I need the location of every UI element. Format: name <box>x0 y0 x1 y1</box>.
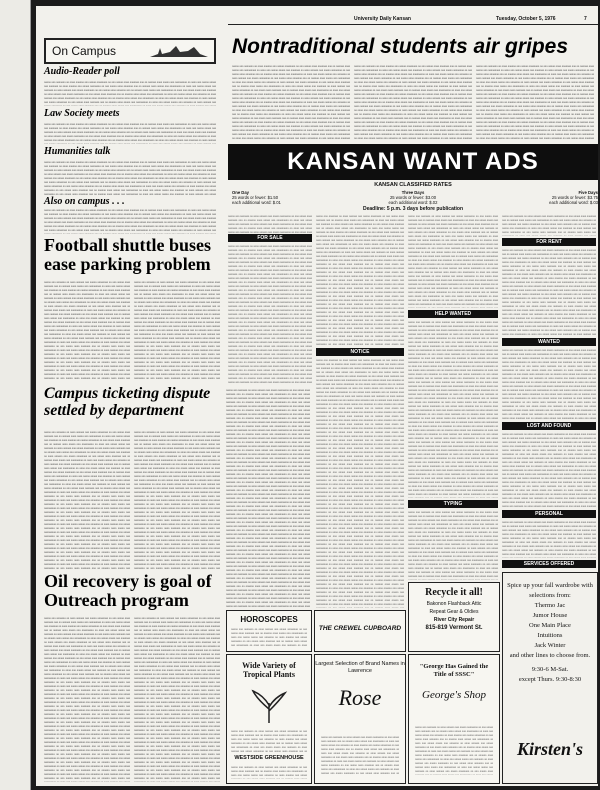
george-logo: George's Shop <box>422 689 486 701</box>
main-story-col1: aaaaa aaa aaaaaaa aa aaaa aaaaaa aaa aaaaa aaaaaaaa aa aaa aaaaa aaaa aaaaaaa aaa aa aaaaaa aaaa aaaaa aaa aaaaaaaaa aa aaaa aaa aaaaa aaaaa aaa aaaaaaa aa aaaa aaaaaa aaa aaaaa aaaaaaaa aa aaa aaaaa aaaa aaaaaaa aaa aa aaaaaa aaaa aaaaa aaa aaaaaaaaa aa aaaa aaa aaaaa aaaaa aaa aaaaaaa aa aaaa aaaaaa aaa aaaaa aaaaaaaa aa aaa aaaaa aaaa aaaaaaa aaa aa aaaaaa aaaa aaaaa aaa aaaaaaaaa aa aaaa aaa aaaaa aaaaa aaa aaaaaaa aa aaaa aaaaaa aaa aaaaa aaaaaaaa aa aaa aaaaa aaaa aaaaaaa aaa aa aaaaaa aaaa aaaaa aaa aaaaaaaaa aa aaaa aaa aaaaa aaaaa aaa aaaaaaa aa aaaa aaaaaa aaa aaaaa aaaaaaaa aa aaa aaaaa aaaa aaaaaaa aaa aa aaaaaa aaaa aaaaa aaa aaaaaaaaa aa aaaa aaa aaaaa aaaaa aaa aaaaaaa aa aaaa aaaaaa aaa aaaaa aaaaaaaa aa aaa aaaaa aaaa aaaaaaa aaa aa aaaaaa aaaa aaaaa aaa aaaaaaaaa aa aaaa aaa aaaaa aaaaa aaa aaaaaaa aa aaaa aaaaaa aaa aaaaa aaaaaaaa aa aaa aaaaa aaaa aaaaaaa aaa aa aaaaaa aaaa aaaaa aaa aaaaaaaaa aa aaaa aaa aaaaa aaaaa aaa aaaaaaa aa aaaa aaaaaa aaa aaaaa aaaaaaaa aa aaa aaaaa aaaa aaaaaaa aaa aa aaaaaa aaaa aaaaa aaa aaaaaaaaa aa aaaa aaa aaaaa aaaaa aaa aaaaaaa aa aaaa aaaaaa aaa aaaaa aaaaaaaa aa aaa aaaaa aaaa aaaaaaa aaa aa aaaaaa aaaa aaaaa aaa aaaaaaaaa aa aaaa aaa aaaaa aaaaa aaa aaaaaaa aa aaaa aaaaaa aaa aaaaa aaaaaaaa aa aaa aaaaa aaaa aaaaaaa aaa aa aaaaaa aaaa aaaaa aaa aaaaaaaaa aa aaaa aaa aaaaa aaaaa aaa aaaaaaa aa aaaa aaaaaa aaa aaaaa aaaaaaaa aa aaa aaaaa aaaa aaaaaaa aaa aa aaaaaa aaaa aaaaa aaa aaaaaaaaa aa aaaa aaa aaaaa aaaaa aaa aaaaaaa aa aaaa aaaaaa aaa aaaaa aaaaaaaa aa aaa aaaaa aaaa aaaaaaa aaa aa aaaaaa aaaa aaaaa aaa aaaaaaaaa aa aaaa aaa aaaaa aaaaa aaa aaaaaaa aa aaaa aaaaaa aaa aaaaa aaaaaaaa aa aaa aaaaa aaaa aaaaaaa aaa aa aaaaaa aaaa aaaaa aaa aaaaaaaaa aa aaaa aaa aaaaa aaaaa aaa aaaaaaa aa aaaa aaaaaa aaa aaaaa aaaaaaaa aa aaa aaaaa aaaa aaaaaaa <box>232 64 350 140</box>
adjacent-page-edge <box>0 0 31 790</box>
rose-tagline: Largest Selection of Brand Names in Lawrence <box>315 661 405 674</box>
page-number: 7 <box>584 16 587 22</box>
story-headline: Campus ticketing dispute settled by department <box>44 385 211 419</box>
kirstens-line: Thermo Jac <box>534 602 566 609</box>
on-campus-masthead <box>44 38 216 64</box>
item-heading-law-society: Law Society meets <box>44 108 120 119</box>
recycle-line: Bakonon Flashback Attic <box>426 601 482 607</box>
ad-fine-print: aaaaa aaa aaaaaaa aa aaaa aaaaaa aaa aaaaa aaaaaaaa aa aaa aaaaa aaaa aaaaaaa aaa aa aaaaaa aaaa aaaaa aaa aaaaaaaaa aa aaaa aaa aaaaa aaaaa aaa aaaaaaa aa aaaa aaaaaa aaa aaaaa aaaaaaaa aa aaa aaaaa aaaa aaaaaaa aaa aa aaaaaa aaaa aaaaa aaa aaaaaaaaa aa aaaa aaa aaaaa aaaaa aaa aaaaaaa aa aaaa aaaaaa aaa aaaaa aaaaaaaa aa aaa aaaaa aaaa aaaaaaa aaa aa aaaaaa aaaa aaaaa aaa aaaaaaaaa aa aaaa aaa aaaaa aaaaa aaa aaaaaaa aa aaaa aaaaaa aaa aaaaa aaaaaaaa aa aaa aaaaa aaaa aaaaaaa aaa aa aaaaaa aaaa aaaaa aaa aaaaaaaaa aa aaaa aaa aaaaa aaaaa aaa aaaaaaa aa aaaa aaaaaa aaa aaaaa aaaaaaaa aa aaa aaaaa aaaa aaaaaaa aaa aa <box>321 735 399 775</box>
plants-title: Wide Variety of Tropical Plants <box>242 661 296 679</box>
main-story-col3: aaaaa aaa aaaaaaa aa aaaa aaaaaa aaa aaaaa aaaaaaaa aa aaa aaaaa aaaa aaaaaaa aaa aa aaaaaa aaaa aaaaa aaa aaaaaaaaa aa aaaa aaa aaaaa aaaaa aaa aaaaaaa aa aaaa aaaaaa aaa aaaaa aaaaaaaa aa aaa aaaaa aaaa aaaaaaa aaa aa aaaaaa aaaa aaaaa aaa aaaaaaaaa aa aaaa aaa aaaaa aaaaa aaa aaaaaaa aa aaaa aaaaaa aaa aaaaa aaaaaaaa aa aaa aaaaa aaaa aaaaaaa aaa aa aaaaaa aaaa aaaaa aaa aaaaaaaaa aa aaaa aaa aaaaa aaaaa aaa aaaaaaa aa aaaa aaaaaa aaa aaaaa aaaaaaaa aa aaa aaaaa aaaa aaaaaaa aaa aa aaaaaa aaaa aaaaa aaa aaaaaaaaa aa aaaa aaa aaaaa aaaaa aaa aaaaaaa aa aaaa aaaaaa aaa aaaaa aaaaaaaa aa aaa aaaaa aaaa aaaaaaa aaa aa aaaaaa aaaa aaaaa aaa aaaaaaaaa aa aaaa aaa aaaaa aaaaa aaa aaaaaaa aa aaaa aaaaaa aaa aaaaa aaaaaaaa aa aaa aaaaa aaaa aaaaaaa aaa aa aaaaaa aaaa aaaaa aaa aaaaaaaaa aa aaaa aaa aaaaa aaaaa aaa aaaaaaa aa aaaa aaaaaa aaa aaaaa aaaaaaaa aa aaa aaaaa aaaa aaaaaaa aaa aa aaaaaa aaaa aaaaa aaa aaaaaaaaa aa aaaa aaa aaaaa aaaaa aaa aaaaaaa aa aaaa aaaaaa aaa aaaaa aaaaaaaa aa aaa aaaaa aaaa aaaaaaa aaa aa aaaaaa aaaa aaaaa aaa aaaaaaaaa aa aaaa aaa aaaaa aaaaa aaa aaaaaaa aa aaaa aaaaaa aaa aaaaa aaaaaaaa aa aaa aaaaa aaaa aaaaaaa aaa aa aaaaaa aaaa aaaaa aaa aaaaaaaaa aa aaaa aaa aaaaa aaaaa aaa aaaaaaa aa aaaa aaaaaa aaa aaaaa aaaaaaaa aa aaa aaaaa aaaa aaaaaaa aaa aa aaaaaa aaaa aaaaa aaa aaaaaaaaa aa aaaa aaa aaaaa aaaaa aaa aaaaaaa aa aaaa aaaaaa aaa aaaaa aaaaaaaa aa aaa aaaaa aaaa aaaaaaa aaa aa aaaaaa aaaa aaaaa aaa aaaaaaaaa aa aaaa aaa aaaaa aaaaa aaa aaaaaaa aa aaaa aaaaaa aaa aaaaa aaaaaaaa aa aaa aaaaa aaaa aaaaaaa aaa aa aaaaaa aaaa aaaaa aaa aaaaaaaaa aa aaaa aaa aaaaa aaaaa aaa aaaaaaa aa aaaa aaaaaa aaa aaaaa aaaaaaaa aa aaa aaaaa aaaa aaaaaaa aaa aa aaaaaa aaaa aaaaa aaa aaaaaaaaa aa aaaa aaa aaaaa aaaaa aaa aaaaaaa aa aaaa aaaaaa aaa aaaaa aaaaaaaa aa aaa aaaaa aaaa aaaaaaa <box>476 64 594 140</box>
classified-listing: aaaaa aaa aaaaaaa aa aaaa aaaaaa aaa aaaaa aaaaaaaa aa aaa aaaaa aaaa aaaaaaa aaa aa aaaaaa aaaa aaaaa aaa aaaaaaaaa aa aaaa aaa aaaaa aaaaa aaa aaaaaaa aa aaaa aaaaaa aaa aaaaa aaaaaaaa aa aaa aaaaa aaaa aaaaaaa aaa aa aaaaaa aaaa aaaaa aaa aaaaaaaaa aa aaaa aaa aaaaa aaaaa aaa aaaaaaa aa aaaa aaaaaa aaa aaaaa aaaaaaaa aa aaa aaaaa aaaa aaaaaaa aaa aa aaaaaa aaaa aaaaa aaa aaaaaaaaa aa aaaa aaa aaaaa aaaaa aaa aaaaaaa aa aaaa aaaaaa aaa aaaaa aaaaaaaa aa aaa aaaaa aaaa aaaaaaa aaa aa aaaaaa aaaa aaaaa aaa aaaaaaaaa aa aaaa aaa aaaaa aaaaa aaa aaaaaaa aa aaaa aaaaaa aaa aaaaa aaaaaaaa aa aaa aaaaa aaaa aaaaaaa aaa aa aaaaaa aaaa aaaaa aaa aaaaaaaaa aa aaaa aaa aaaaa aaaaa aaa aaaaaaa aa aaaa aaaaaa aaa aaaaa aaaaaaaa aa aaa aaaaa aaaa aaaaaaa <box>502 520 596 558</box>
crewel-title: THE CREWEL CUPBOARD <box>318 625 402 632</box>
campus-skyline-icon <box>150 42 208 58</box>
classified-listing: aaaaa aaa aaaaaaa aa aaaa aaaaaa aaa aaaaa aaaaaaaa aa aaa aaaaa aaaa aaaaaaa aaa aa aaaaaa aaaa aaaaa aaa aaaaaaaaa aa aaaa aaa aaaaa aaaaa aaa aaaaaaa aa aaaa aaaaaa aaa aaaaa aaaaaaaa aa aaa aaaaa aaaa aaaaaaa aaa aa aaaaaa aaaa aaaaa aaa aaaaaaaaa aa aaaa aaa aaaaa aaaaa aaa aaaaaaa aa aaaa aaaaaa aaa aaaaa aaaaaaaa aa aaa aaaaa aaaa aaaaaaa aaa aa aaaaaa aaaa aaaaa aaa aaaaaaaaa aa aaaa aaa aaaaa aaaaa aaa aaaaaaa aa aaaa aaaaaa aaa aaaaa aaaaaaaa aa aaa aaaaa aaaa aaaaaaa aaa aa aaaaaa aaaa aaaaa aaa aaaaaaaaa aa aaaa aaa aaaaa aaaaa aaa aaaaaaa aa aaaa aaaaaa aaa aaaaa aaaaaaaa aa aaa aaaaa aaaa aaaaaaa aaa aa aaaaaa aaaa aaaaa aaa aaaaaaaaa aa aaaa aaa aaaaa aaaaa aaa aaaaaaa aa aaaa aaaaaa aaa aaaaa aaaaaaaa aa aaa aaaaa aaaa aaaaaaa aaa aa aaaaaa aaaa aaaaa aaa aaaaaaaaa aa aaaa aaa aaaaa aaaaa aaa aaaaaaa aa aaaa aaaaaa aaa aaaaa aaaaaaaa aa aaa aaaaa aaaa aaaaaaa aaa aa aaaaaa aaaa aaaaa aaa aaaaaaaaa aa aaaa aaa aaaaa aaaaa aaa aaaaaaa aa aaaa aaaaaa aaa aaaaa aaaaaaaa aa aaa aaaaa aaaa aaaaaaa aaa aa aaaaaa aaaa aaaaa aaa aaaaaaaaa aa aaaa aaa aaaaa aaaaa aaa aaaaaaa aa aaaa aaaaaa aaa aaaaa aaaaaaaa aa aaa aaaaa aaaa aaaaaaa aaa aa aaaaaa aaaa aaaaa aaa aaaaaaaaa aa aaaa aaa aaaaa aaaaa aaa aaaaaaa aa aaaa aaaaaa aaa aaaaa aaaaaaaa aa aaa aaaaa aaaa aaaaaaa aaa aa aaaaaa aaaa aaaaa aaa aaaaaaaaa aa aaaa aaa aaaaa aaaaa aaa aaaaaaa aa aaaa aaaaaa aaa aaaaa aaaaaaaa aa aaa aaaaa aaaa aaaaaaa aaa aa aaaaaa aaaa aaaaa aaa aaaaaaaaa aa aaaa aaa aaaaa aaaaa aaa aaaaaaa aa aaaa aaaaaa aaa aaaaa aaaaaaaa aa aaa aaaaa aaaa aaaaaaa aaa aa aaaaaa aaaa aaaaa aaa aaaaaaaaa aa aaaa aaa aaaaa aaaaa aaa aaaaaaa aa aaaa aaaaaa aaa aaaaa aaaaaaaa aa aaa aaaaa aaaa aaaaaaa aaa aa aaaaaa aaaa aaaaa aaa aaaaaaaaa aa aaaa aaa aaaaa aaaaa aaa aaaaaaa aa aaaa aaaaaa aaa aaaaa aaaaaaaa aa aaa aaaaa aaaa aaaaaaa aaa aa aaaaaa aaaa aaaaa aaa aaaaaaaaa aa aaaa aaa aaaaa aaaaa aaa aaaaaaa aa aaaa aaaaaa aaa aaaaa aaaaaaaa aa aaa aaaaa aaaa aaaaaaa aaa aa aaaaaa aaaa aaaaa aaa aaaaaaaaa aa aaaa aaa aaaaa aaaaa aaa aaaaaaa aa aaaa aaaaaa aaa aaaaa aaaaaaaa aa aaa aaaaa aaaa aaaaaaa aaa aa aaaaaa aaaa aaaaa aaa aaaaaaaaa aa aaaa aaa aaaaa aaaaa aaa aaaaaaa aa aaaa aaaaaa aaa aaaaa aaaaaaaa aa aaa aaaaa aaaa aaaaaaa aaa aa aaaaaa aaaa aaaaa aaa <box>316 214 404 346</box>
greenhouse-name: WESTSIDE GREENHOUSE <box>234 755 304 761</box>
ad-fine-print: aaaaa aaa aaaaaaa aa aaaa aaaaaa aaa aaaaa aaaaaaaa aa aaa aaaaa aaaa aaaaaaa aaa aa aaaaaa aaaa aaaaa aaa aaaaaaaaa aa aaaa aaa aaaaa aaaaa aaa aaaaaaa aa aaaa aaaaaa aaa aaaaa aaaaaaaa aa aaa aaaaa aaaa aaaaaaa aaa aa aaaaaa aaaa aaaaa aaa aaaaaaaaa aa aaaa aaa aaaaa aaaaa aaa aaaaaaa aa aaaa aaaaaa aaa aaaaa aaaaaaaa aa aaa aaaaa aaaa aaaaaaa aaa aa aaaaaa aaaa aaaaa aaa aaaaaaaaa aa aaaa aaa aaaaa aaaaa aaa aaaaaaa aa aaaa aaaaaa aaa aaaaa aaaaaaaa aa aaa aaaaa aaaa aaaaaaa aaa aa aaaaaa aaaa aaaaa aaa aaaaaaaaa aa aaaa aaa aaaaa aaaaa aaa aaaaaaa aa aaaa aaaaaa aaa aaaaa aaaaaaaa aa aaa aaaaa aaaa aaaaaaa aaa aa aaaaaa aaaa aaaaa aaa aaaaaaaaa aa aaaa aaa aaaaa aaaaa aaa aaaaaaa aa aaaa aaaaaa aaa aaaaa aaaaaaaa aa aaa aaaaa aaaa aaaaaaa aaa aa aaaaaa aaaa aaaaa aaa aaaaaaaaa aa aaaa aaa aaaaa <box>415 725 493 775</box>
rate-one-day: One Day 25 words or fewer: $1.50 each additional word: $.01 <box>232 190 281 205</box>
kirstens-line: except Thurs. 9:30-8:30 <box>518 676 582 683</box>
item-body-audio-reader: aaaaa aaa aaaaaaa aa aaaa aaaaaa aaa aaaaa aaaaaaaa aa aaa aaaaa aaaa aaaaaaa aaa aa aaaaaa aaaa aaaaa aaa aaaaaaaaa aa aaaa aaa aaaaa aaaaa aaa aaaaaaa aa aaaa aaaaaa aaa aaaaa aaaaaaaa aa aaa aaaaa aaaa aaaaaaa aaa aa aaaaaa aaaa aaaaa aaa aaaaaaaaa aa aaaa aaa aaaaa aaaaa aaa aaaaaaa aa aaaa aaaaaa aaa aaaaa aaaaaaaa aa aaa aaaaa aaaa aaaaaaa aaa aa aaaaaa aaaa aaaaa aaa aaaaaaaaa aa aaaa aaa aaaaa aaaaa aaa aaaaaaa aa aaaa aaaaaa aaa aaaaa aaaaaaaa aa aaa aaaaa aaaa aaaaaaa aaa aa aaaaaa aaaa aaaaa aaa aaaaaaaaa aa aaaa aaa aaaaa aaaaa aaa aaaaaaa aa aaaa aaaaaa aaa aaaaa aaaaaaaa aa aaa aaaaa aaaa aaaaaaa aaa aa aaaaaa aaaa aaaaa aaa aaaaaaaaa aa aaaa aaa aaaaa aaaaa aaa aaaaaaa aa aaaa aaaaaa aaa aaaaa aaaaaaaa aa aaa aaaaa aaaa aaaaaaa aaa aa aaaaaa aaaa aaaaa aaa aaaaaaaaa aa aaaa aaa aaaaa aaaaa aaa aaaaaaa aa aaaa aaaaaa aaa aaaaa aaaaaaaa aa aaa aaaaa aaaa aaaaaaa aaa aa aaaaaa aaaa aaaaa aaa aaaaaaaaa aa aaaa aaa aaaaa aaaaa aaa aaaaaaa aa aaaa aaaaaa aaa aaaaa <box>44 80 216 106</box>
kirstens-line: One Main Place <box>529 622 571 629</box>
section-header-lost-and-found: LOST AND FOUND <box>502 422 596 430</box>
main-story-col2: aaaaa aaa aaaaaaa aa aaaa aaaaaa aaa aaaaa aaaaaaaa aa aaa aaaaa aaaa aaaaaaa aaa aa aaaaaa aaaa aaaaa aaa aaaaaaaaa aa aaaa aaa aaaaa aaaaa aaa aaaaaaa aa aaaa aaaaaa aaa aaaaa aaaaaaaa aa aaa aaaaa aaaa aaaaaaa aaa aa aaaaaa aaaa aaaaa aaa aaaaaaaaa aa aaaa aaa aaaaa aaaaa aaa aaaaaaa aa aaaa aaaaaa aaa aaaaa aaaaaaaa aa aaa aaaaa aaaa aaaaaaa aaa aa aaaaaa aaaa aaaaa aaa aaaaaaaaa aa aaaa aaa aaaaa aaaaa aaa aaaaaaa aa aaaa aaaaaa aaa aaaaa aaaaaaaa aa aaa aaaaa aaaa aaaaaaa aaa aa aaaaaa aaaa aaaaa aaa aaaaaaaaa aa aaaa aaa aaaaa aaaaa aaa aaaaaaa aa aaaa aaaaaa aaa aaaaa aaaaaaaa aa aaa aaaaa aaaa aaaaaaa aaa aa aaaaaa aaaa aaaaa aaa aaaaaaaaa aa aaaa aaa aaaaa aaaaa aaa aaaaaaa aa aaaa aaaaaa aaa aaaaa aaaaaaaa aa aaa aaaaa aaaa aaaaaaa aaa aa aaaaaa aaaa aaaaa aaa aaaaaaaaa aa aaaa aaa aaaaa aaaaa aaa aaaaaaa aa aaaa aaaaaa aaa aaaaa aaaaaaaa aa aaa aaaaa aaaa aaaaaaa aaa aa aaaaaa aaaa aaaaa aaa aaaaaaaaa aa aaaa aaa aaaaa aaaaa aaa aaaaaaa aa aaaa aaaaaa aaa aaaaa aaaaaaaa aa aaa aaaaa aaaa aaaaaaa aaa aa aaaaaa aaaa aaaaa aaa aaaaaaaaa aa aaaa aaa aaaaa aaaaa aaa aaaaaaa aa aaaa aaaaaa aaa aaaaa aaaaaaaa aa aaa aaaaa aaaa aaaaaaa aaa aa aaaaaa aaaa aaaaa aaa aaaaaaaaa aa aaaa aaa aaaaa aaaaa aaa aaaaaaa aa aaaa aaaaaa aaa aaaaa aaaaaaaa aa aaa aaaaa aaaa aaaaaaa aaa aa aaaaaa aaaa aaaaa aaa aaaaaaaaa aa aaaa aaa aaaaa aaaaa aaa aaaaaaa aa aaaa aaaaaa aaa aaaaa aaaaaaaa aa aaa aaaaa aaaa aaaaaaa aaa aa aaaaaa aaaa aaaaa aaa aaaaaaaaa aa aaaa aaa aaaaa aaaaa aaa aaaaaaa aa aaaa aaaaaa aaa aaaaa aaaaaaaa aa aaa aaaaa aaaa aaaaaaa aaa aa aaaaaa aaaa aaaaa aaa aaaaaaaaa aa aaaa aaa aaaaa aaaaa aaa aaaaaaa aa aaaa aaaaaa aaa aaaaa aaaaaaaa aa aaa aaaaa aaaa aaaaaaa aaa aa aaaaaa aaaa aaaaa aaa aaaaaaaaa aa aaaa aaa aaaaa aaaaa aaa aaaaaaa aa aaaa aaaaaa aaa aaaaa aaaaaaaa aa aaa aaaaa aaaa aaaaaaa <box>354 64 472 140</box>
kirstens-line: Spice up your fall wardrobe with selections from: <box>507 582 593 599</box>
want-ads-banner: KANSAN WANT ADS <box>228 144 598 180</box>
story-body-col1: aaaaa aaa aaaaaaa aa aaaa aaaaaa aaa aaaaa aaaaaaaa aa aaa aaaaa aaaa aaaaaaa aaa aa aaaaaa aaaa aaaaa aaa aaaaaaaaa aa aaaa aaa aaaaa aaaaa aaa aaaaaaa aa aaaa aaaaaa aaa aaaaa aaaaaaaa aa aaa aaaaa aaaa aaaaaaa aaa aa aaaaaa aaaa aaaaa aaa aaaaaaaaa aa aaaa aaa aaaaa aaaaa aaa aaaaaaa aa aaaa aaaaaa aaa aaaaa aaaaaaaa aa aaa aaaaa aaaa aaaaaaa aaa aa aaaaaa aaaa aaaaa aaa aaaaaaaaa aa aaaa aaa aaaaa aaaaa aaa aaaaaaa aa aaaa aaaaaa aaa aaaaa aaaaaaaa aa aaa aaaaa aaaa aaaaaaa aaa aa aaaaaa aaaa aaaaa aaa aaaaaaaaa aa aaaa aaa aaaaa aaaaa aaa aaaaaaa aa aaaa aaaaaa aaa aaaaa aaaaaaaa aa aaa aaaaa aaaa aaaaaaa aaa aa aaaaaa aaaa aaaaa aaa aaaaaaaaa aa aaaa aaa aaaaa aaaaa aaa aaaaaaa aa aaaa aaaaaa aaa aaaaa aaaaaaaa aa aaa aaaaa aaaa aaaaaaa aaa aa aaaaaa aaaa aaaaa aaa aaaaaaaaa aa aaaa aaa aaaaa aaaaa aaa aaaaaaa aa aaaa aaaaaa aaa aaaaa aaaaaaaa aa aaa aaaaa aaaa aaaaaaa aaa aa aaaaaa aaaa aaaaa aaa aaaaaaaaa aa aaaa aaa aaaaa aaaaa aaa aaaaaaa aa aaaa aaaaaa aaa aaaaa aaaaaaaa aa aaa aaaaa aaaa aaaaaaa aaa aa aaaaaa aaaa aaaaa aaa aaaaaaaaa aa aaaa aaa aaaaa aaaaa aaa aaaaaaa aa aaaa aaaaaa aaa aaaaa aaaaaaaa aa aaa aaaaa aaaa aaaaaaa aaa aa aaaaaa aaaa aaaaa aaa aaaaaaaaa aa aaaa aaa aaaaa aaaaa aaa aaaaaaa aa aaaa aaaaaa aaa aaaaa aaaaaaaa aa aaa aaaaa aaaa aaaaaaa aaa aa aaaaaa aaaa aaaaa aaa aaaaaaaaa aa aaaa aaa aaaaa aaaaa aaa aaaaaaa aa aaaa aaaaaa aaa aaaaa aaaaaaaa aa aaa aaaaa aaaa aaaaaaa aaa aa aaaaaa aaaa aaaaa aaa aaaaaaaaa aa aaaa aaa aaaaa aaaaa aaa aaaaaaa aa aaaa aaaaaa aaa aaaaa aaaaaaaa aa aaa aaaaa aaaa aaaaaaa aaa aa aaaaaa aaaa aaaaa aaa aaaaaaaaa aa aaaa aaa aaaaa aaaaa aaa aaaaaaa aa aaaa aaaaaa aaa aaaaa aaaaaaaa aa aaa aaaaa aaaa aaaaaaa aaa aa aaaaaa aaaa aaaaa aaa aaaaaaaaa aa aaaa aaa aaaaa aaaaa aaa aaaaaaa aa aaaa aaaaaa aaa aaaaa aaaaaaaa aa aaa aaaaa aaaa aaaaaaa aaa aa aaaaaa aaaa aaaaa aaa aaaaaaaaa aa aaaa aaa aaaaa aaaaa aaa aaaaaaa aa aaaa aaaaaa aaa aaaaa aaaaaaaa aa aaa aaaaa aaaa aaaaaaa aaa aa aaaaaa aaaa aaaaa aaa aaaaaaaaa aa aaaa aaa aaaaa aaaaa aaa aaaaaaa aa aaaa aaaaaa aaa aaaaa aaaaaaaa aa aaa aaaaa aaaa aaaaaaa aaa aa aaaaaa aaaa aaaaa aaa aaaaaaaaa aa aaaa aaa aaaaa aaaaa aaa aaaaaaa aa aaaa aaaaaa aaa aaaaa aaaaaaaa aa aaa aaaaa aaaa aaaaaaa aaa aa aaaaaa aaaa aaaaa aaa aaaaaaaaa aa aaaa aaa aaaaa aaaaa aaa aaaaaaa aa aaaa aaaaaa aaa aaaaa aaaaaaaa aa aaa aaaaa aaaa aaaaaaa aaa aa aaaaaa aaaa aaaaa aaa aaaaaaaaa aa aaaa aaa aaaaa aaaaa aaa aaaaaaa aa aaaa aaaaaa aaa aaaaa aaaaaaaa aa aaa aaaaa aaaa aaaaaaa aaa aa aaaaaa aaaa aaaaa aaa aaaaaaaaa aa aaaa aaa aaaaa aaaaa aaa aaaaaaa aa aaaa aaaaaa aaa aaaaa aaaaaaaa aa aaa aaaaa aaaa aaaaaaa aaa aa aaaaaa aaaa aaaaa aaa aaaaaaaaa aa aaaa aaa aaaaa aaaaa aaa aaaaaaa aa aaaa aaaaaa aaa aaaaa aaaaaaaa aa aaa aaaaa aaaa aaaaaaa aaa aa aaaaaa aaaa aaaaa aaa aaaaaaaaa aa aaaa aaa aaaaa aaaaa aaa aaaaaaa aa aaaa aaaaaa aaa aaaaa <box>44 616 130 782</box>
story-body-col1: aaaaa aaa aaaaaaa aa aaaa aaaaaa aaa aaaaa aaaaaaaa aa aaa aaaaa aaaa aaaaaaa aaa aa aaaaaa aaaa aaaaa aaa aaaaaaaaa aa aaaa aaa aaaaa aaaaa aaa aaaaaaa aa aaaa aaaaaa aaa aaaaa aaaaaaaa aa aaa aaaaa aaaa aaaaaaa aaa aa aaaaaa aaaa aaaaa aaa aaaaaaaaa aa aaaa aaa aaaaa aaaaa aaa aaaaaaa aa aaaa aaaaaa aaa aaaaa aaaaaaaa aa aaa aaaaa aaaa aaaaaaa aaa aa aaaaaa aaaa aaaaa aaa aaaaaaaaa aa aaaa aaa aaaaa aaaaa aaa aaaaaaa aa aaaa aaaaaa aaa aaaaa aaaaaaaa aa aaa aaaaa aaaa aaaaaaa aaa aa aaaaaa aaaa aaaaa aaa aaaaaaaaa aa aaaa aaa aaaaa aaaaa aaa aaaaaaa aa aaaa aaaaaa aaa aaaaa aaaaaaaa aa aaa aaaaa aaaa aaaaaaa aaa aa aaaaaa aaaa aaaaa aaa aaaaaaaaa aa aaaa aaa aaaaa aaaaa aaa aaaaaaa aa aaaa aaaaaa aaa aaaaa aaaaaaaa aa aaa aaaaa aaaa aaaaaaa aaa aa aaaaaa aaaa aaaaa aaa aaaaaaaaa aa aaaa aaa aaaaa aaaaa aaa aaaaaaa aa aaaa aaaaaa aaa aaaaa aaaaaaaa aa aaa aaaaa aaaa aaaaaaa aaa aa aaaaaa aaaa aaaaa aaa aaaaaaaaa aa aaaa aaa aaaaa aaaaa aaa aaaaaaa aa aaaa aaaaaa aaa aaaaa aaaaaaaa aa aaa aaaaa aaaa aaaaaaa aaa aa aaaaaa aaaa aaaaa aaa aaaaaaaaa aa aaaa aaa aaaaa aaaaa aaa aaaaaaa aa aaaa aaaaaa aaa aaaaa aaaaaaaa aa aaa aaaaa aaaa aaaaaaa aaa aa aaaaaa aaaa aaaaa aaa aaaaaaaaa aa aaaa aaa aaaaa aaaaa aaa aaaaaaa aa aaaa aaaaaa aaa aaaaa aaaaaaaa aa aaa aaaaa aaaa aaaaaaa aaa aa aaaaaa aaaa aaaaa aaa aaaaaaaaa aa aaaa aaa aaaaa aaaaa aaa aaaaaaa aa aaaa aaaaaa aaa aaaaa aaaaaaaa aa aaa aaaaa aaaa aaaaaaa aaa aa aaaaaa aaaa aaaaa aaa aaaaaaaaa aa aaaa aaa aaaaa aaaaa aaa aaaaaaa aa aaaa aaaaaa aaa aaaaa aaaaaaaa aa aaa aaaaa aaaa aaaaaaa aaa aa aaaaaa aaaa aaaaa aaa aaaaaaaaa aa aaaa aaa aaaaa aaaaa aaa aaaaaaa aa aaaa aaaaaa aaa aaaaa aaaaaaaa aa aaa aaaaa aaaa aaaaaaa aaa aa aaaaaa aaaa aaaaa aaa <box>44 280 130 380</box>
kirstens-logo: Kirsten's <box>516 739 584 759</box>
classified-listing: aaaaa aaa aaaaaaa aa aaaa aaaaaa aaa aaaaa aaaaaaaa aa aaa aaaaa aaaa aaaaaaa aaa aa aaaaaa aaaa aaaaa aaa aaaaaaaaa aa aaaa aaa aaaaa aaaaa aaa aaaaaaa aa aaaa aaaaaa aaa aaaaa aaaaaaaa aa aaa aaaaa aaaa aaaaaaa aaa aa aaaaaa aaaa aaaaa aaa aaaaaaaaa aa aaaa aaa aaaaa aaaaa aaa aaaaaaa aa aaaa aaaaaa aaa aaaaa aaaaaaaa aa aaa aaaaa aaaa aaaaaaa aaa aa aaaaaa aaaa aaaaa aaa aaaaaaaaa aa aaaa aaa aaaaa aaaaa aaa aaaaaaa aa aaaa aaaaaa aaa aaaaa aaaaaaaa aa aaa aaaaa aaaa aaaaaaa aaa aa aaaaaa aaaa aaaaa aaa aaaaaaaaa aa aaaa aaa aaaaa aaaaa aaa aaaaaaa aa aaaa aaaaaa aaa aaaaa aaaaaaaa aa aaa aaaaa aaaa aaaaaaa aaa aa aaaaaa aaaa aaaaa aaa aaaaaaaaa aa aaaa aaa aaaaa aaaaa aaa aaaaaaa aa aaaa aaaaaa aaa aaaaa aaaaaaaa aa aaa aaaaa aaaa aaaaaaa aaa aa aaaaaa aaaa aaaaa aaa aaaaaaaaa aa aaaa aaa aaaaa aaaaa aaa aaaaaaa aa aaaa aaaaaa aaa aaaaa aaaaaaaa aa aaa aaaaa aaaa aaaaaaa aaa aa aaaaaa aaaa aaaaa aaa aaaaaaaaa aa aaaa aaa aaaaa aaaaa aaa aaaaaaa aa aaaa aaaaaa aaa aaaaa aaaaaaaa aa aaa aaaaa aaaa aaaaaaa aaa aa aaaaaa aaaa aaaaa aaa aaaaaaaaa aa aaaa aaa aaaaa aaaaa aaa aaaaaaa aa aaaa aaaaaa aaa aaaaa aaaaaaaa aa aaa aaaaa aaaa aaaaaaa aaa aa aaaaaa aaaa aaaaa aaa aaaaaaaaa aa aaaa aaa aaaaa aaaaa aaa aaaaaaa aa aaaa aaaaaa aaa aaaaa aaaaaaaa aa aaa aaaaa aaaa aaaaaaa aaa aa aaaaaa aaaa aaaaa aaa aaaaaaaaa aa aaaa aaa aaaaa <box>502 348 596 420</box>
kirstens-line: and other lines to choose from. <box>509 652 591 659</box>
ad-fine-print: aaaaa aaa aaaaaaa aa aaaa aaaaaa aaa aaaaa aaaaaaaa aa aaa aaaaa aaaa aaaaaaa aaa aa aaaaaa aaaa aaaaa aaa aaaaaaaaa aa aaaa aaa aaaaa aaaaa aaa aaaaaaa aa aaaa aaaaaa aaa aaaaa aaaaaaaa aa aaa aaaaa aaaa aaaaaaa aaa aa aaaaaa aaaa aaaaa <box>231 765 307 779</box>
item-heading-humanities: Humanities talk <box>44 146 111 157</box>
kirstens-line: 9:30-6 M-Sat. <box>531 666 569 673</box>
classified-listing: aaaaa aaa aaaaaaa aa aaaa aaaaaa aaa aaaaa aaaaaaaa aa aaa aaaaa aaaa aaaaaaa aaa aa aaaaaa aaaa aaaaa aaa aaaaaaaaa aa aaaa aaa aaaaa aaaaa aaa aaaaaaa aa aaaa aaaaaa aaa aaaaa aaaaaaaa aa aaa aaaaa aaaa aaaaaaa aaa aa aaaaaa aaaa aaaaa aaa aaaaaaaaa aa aaaa aaa aaaaa aaaaa aaa aaaaaaa aa aaaa aaaaaa aaa aaaaa aaaaaaaa aa aaa aaaaa aaaa aaaaaaa aaa aa aaaaaa aaaa aaaaa aaa aaaaaaaaa aa aaaa aaa aaaaa aaaaa aaa aaaaaaa aa aaaa aaaaaa aaa aaaaa aaaaaaaa aa aaa aaaaa aaaa aaaaaaa aaa aa aaaaaa aaaa aaaaa aaa aaaaaaaaa aa aaaa aaa aaaaa aaaaa aaa aaaaaaa aa aaaa aaaaaa aaa aaaaa aaaaaaaa aa aaa aaaaa aaaa aaaaaaa aaa aa aaaaaa aaaa aaaaa aaa aaaaaaaaa aa aaaa aaa aaaaa aaaaa aaa aaaaaaa aa aaaa aaaaaa aaa aaaaa aaaaaaaa aa aaa aaaaa aaaa aaaaaaa aaa aa aaaaaa aaaa aaaaa aaa aaaaaaaaa aa aaaa aaa aaaaa aaaaa aaa aaaaaaa aa aaaa aaaaaa aaa aaaaa aaaaaaaa aa aaa aaaaa aaaa aaaaaaa aaa aa aaaaaa aaaa aaaaa aaa aaaaaaaaa aa aaaa aaa aaaaa aaaaa aaa aaaaaaa aa aaaa aaaaaa aaa aaaaa aaaaaaaa aa aaa aaaaa aaaa aaaaaaa aaa aa aaaaaa aaaa aaaaa aaa aaaaaaaaa aa aaaa aaa aaaaa aaaaa aaa aaaaaaa aa aaaa aaaaaa aaa aaaaa aaaaaaaa aa aaa aaaaa aaaa aaaaaaa aaa aa aaaaaa aaaa aaaaa aaa aaaaaaaaa aa aaaa aaa aaaaa aaaaa aaa aaaaaaa aa aaaa aaaaaa aaa aaaaa aaaaaaaa aa aaa aaaaa aaaa aaaaaaa aaa aa <box>408 510 498 580</box>
georges-shop-ad <box>408 654 500 784</box>
george-headline: "George Has Gained the Title of SSSC" <box>419 663 489 678</box>
item-body-humanities: aaaaa aaa aaaaaaa aa aaaa aaaaaa aaa aaaaa aaaaaaaa aa aaa aaaaa aaaa aaaaaaa aaa aa aaaaaa aaaa aaaaa aaa aaaaaaaaa aa aaaa aaa aaaaa aaaaa aaa aaaaaaa aa aaaa aaaaaa aaa aaaaa aaaaaaaa aa aaa aaaaa aaaa aaaaaaa aaa aa aaaaaa aaaa aaaaa aaa aaaaaaaaa aa aaaa aaa aaaaa aaaaa aaa aaaaaaa aa aaaa aaaaaa aaa aaaaa aaaaaaaa aa aaa aaaaa aaaa aaaaaaa aaa aa aaaaaa aaaa aaaaa aaa aaaaaaaaa aa aaaa aaa aaaaa aaaaa aaa aaaaaaa aa aaaa aaaaaa aaa aaaaa aaaaaaaa aa aaa aaaaa aaaa aaaaaaa aaa aa aaaaaa aaaa aaaaa aaa aaaaaaaaa aa aaaa aaa aaaaa aaaaa aaa aaaaaaa aa aaaa aaaaaa aaa aaaaa aaaaaaaa aa aaa aaaaa aaaa aaaaaaa aaa aa aaaaaa aaaa aaaaa aaa aaaaaaaaa aa aaaa aaa aaaaa aaaaa aaa aaaaaaa aa aaaa aaaaaa aaa aaaaa aaaaaaaa aa aaa aaaaa aaaa aaaaaaa aaa aa aaaaaa aaaa aaaaa aaa aaaaaaaaa aa aaaa aaa aaaaa aaaaa aaa aaaaaaa aa aaaa aaaaaa aaa aaaaa aaaaaaaa aa aaa aaaaa aaaa aaaaaaa aaa aa aaaaaa aaaa aaaaa aaa aaaaaaaaa aa aaaa aaa aaaaa aaaaa aaa aaaaaaa aa aaaa aaaaaa aaa aaaaa aaaaaaaa aa aaa aaaaa aaaa aaaaaaa aaa aa aaaaaa aaaa aaaaa aaa aaaaaaaaa aa aaaa aaa aaaaa aaaaa aaa aaaaaaa aa aaaa aaaaaa aaa aaaaa aaaaaaaa aa aaa aaaaa aaaa aaaaaaa aaa aa aaaaaa aaaa aaaaa aaa aaaaaaaaa aa aaaa aaa aaaaa aaaaa aaa aaaaaaa aa aaaa aaaaaa aaa aaaaa <box>44 160 216 196</box>
main-story-headline: Nontraditional students air gripes <box>232 35 569 58</box>
section-header-notice: NOTICE <box>316 348 404 356</box>
kirstens-line: Jumor House <box>532 612 568 619</box>
ad-fine-print: aaaaa aaa aaaaaaa aa aaaa aaaaaa aaa aaaaa aaaaaaaa aa aaa aaaaa aaaa aaaaaaa aaa aa aaaaaa aaaa aaaaa aaa aaaaaaaaa aa aaaa aaa aaaaa aaaaa aaa aaaaaaa aa aaaa aaaaaa aaa aaaaa aaaaaaaa aa aaa aaaaa aaaa aaaaaaa aaa aa aaaaaa aaaa aaaaa aaa aaaaaaaaa aa aaaa aaa aaaaa aaaaa aaa aaaaaaa aa aaaa aaaaaa aaa aaaaa aaaaaaaa aa aaa aaaaa aaaa aaaaaaa aaa aa <box>231 729 307 753</box>
horoscopes-ad <box>226 610 312 652</box>
story-body-col2: aaaaa aaa aaaaaaa aa aaaa aaaaaa aaa aaaaa aaaaaaaa aa aaa aaaaa aaaa aaaaaaa aaa aa aaaaaa aaaa aaaaa aaa aaaaaaaaa aa aaaa aaa aaaaa aaaaa aaa aaaaaaa aa aaaa aaaaaa aaa aaaaa aaaaaaaa aa aaa aaaaa aaaa aaaaaaa aaa aa aaaaaa aaaa aaaaa aaa aaaaaaaaa aa aaaa aaa aaaaa aaaaa aaa aaaaaaa aa aaaa aaaaaa aaa aaaaa aaaaaaaa aa aaa aaaaa aaaa aaaaaaa aaa aa aaaaaa aaaa aaaaa aaa aaaaaaaaa aa aaaa aaa aaaaa aaaaa aaa aaaaaaa aa aaaa aaaaaa aaa aaaaa aaaaaaaa aa aaa aaaaa aaaa aaaaaaa aaa aa aaaaaa aaaa aaaaa aaa aaaaaaaaa aa aaaa aaa aaaaa aaaaa aaa aaaaaaa aa aaaa aaaaaa aaa aaaaa aaaaaaaa aa aaa aaaaa aaaa aaaaaaa aaa aa aaaaaa aaaa aaaaa aaa aaaaaaaaa aa aaaa aaa aaaaa aaaaa aaa aaaaaaa aa aaaa aaaaaa aaa aaaaa aaaaaaaa aa aaa aaaaa aaaa aaaaaaa aaa aa aaaaaa aaaa aaaaa aaa aaaaaaaaa aa aaaa aaa aaaaa aaaaa aaa aaaaaaa aa aaaa aaaaaa aaa aaaaa aaaaaaaa aa aaa aaaaa aaaa aaaaaaa aaa aa aaaaaa aaaa aaaaa aaa aaaaaaaaa aa aaaa aaa aaaaa aaaaa aaa aaaaaaa aa aaaa aaaaaa aaa aaaaa aaaaaaaa aa aaa aaaaa aaaa aaaaaaa aaa aa aaaaaa aaaa aaaaa aaa aaaaaaaaa aa aaaa aaa aaaaa aaaaa aaa aaaaaaa aa aaaa aaaaaa aaa aaaaa aaaaaaaa aa aaa aaaaa aaaa aaaaaaa aaa aa aaaaaa aaaa aaaaa aaa aaaaaaaaa aa aaaa aaa aaaaa aaaaa aaa aaaaaaa aa aaaa aaaaaa aaa aaaaa aaaaaaaa aa aaa aaaaa aaaa aaaaaaa aaa aa aaaaaa aaaa aaaaa aaa aaaaaaaaa aa aaaa aaa aaaaa aaaaa aaa aaaaaaa aa aaaa aaaaaa aaa aaaaa aaaaaaaa aa aaa aaaaa aaaa aaaaaaa aaa aa aaaaaa aaaa aaaaa aaa aaaaaaaaa aa aaaa aaa aaaaa aaaaa aaa aaaaaaa aa aaaa aaaaaa aaa aaaaa aaaaaaaa aa aaa aaaaa aaaa aaaaaaa aaa aa aaaaaa aaaa aaaaa aaa aaaaaaaaa aa aaaa aaa aaaaa aaaaa aaa aaaaaaa aa aaaa aaaaaa aaa aaaaa aaaaaaaa aa aaa aaaaa aaaa aaaaaaa aaa aa aaaaaa aaaa aaaaa aaa aaaaaaaaa aa aaaa aaa aaaaa aaaaa aaa aaaaaaa aa aaaa aaaaaa aaa aaaaa aaaaaaaa aa aaa aaaaa aaaa aaaaaaa aaa aa aaaaaa aaaa aaaaa aaa aaaaaaaaa aa aaaa aaa aaaaa aaaaa aaa aaaaaaa aa aaaa aaaaaa aaa aaaaa aaaaaaaa aa aaa aaaaa aaaa aaaaaaa aaa aa aaaaaa aaaa aaaaa aaa aaaaaaaaa aa aaaa aaa aaaaa aaaaa aaa aaaaaaa aa aaaa aaaaaa aaa aaaaa aaaaaaaa aa aaa aaaaa aaaa aaaaaaa aaa aa aaaaaa aaaa aaaaa aaa aaaaaaaaa aa aaaa aaa aaaaa aaaaa aaa aaaaaaa aa aaaa aaaaaa aaa aaaaa aaaaaaaa aa aaa aaaaa aaaa aaaaaaa aaa aa aaaaaa aaaa aaaaa aaa aaaaaaaaa aa aaaa aaa aaaaa aaaaa aaa aaaaaaa aa aaaa aaaaaa aaa aaaaa aaaaaaaa aa aaa aaaaa aaaa aaaaaaa aaa aa aaaaaa aaaa aaaaa aaa <box>134 430 220 570</box>
rose-boutique-ad <box>314 654 406 784</box>
section-header-for-rent: FOR RENT <box>502 238 596 246</box>
item-body-also-on-campus: aaaaa aaa aaaaaaa aa aaaa aaaaaa aaa aaaaa aaaaaaaa aa aaa aaaaa aaaa aaaaaaa aaa aa aaaaaa aaaa aaaaa aaa aaaaaaaaa aa aaaa aaa aaaaa aaaaa aaa aaaaaaa aa aaaa aaaaaa aaa aaaaa aaaaaaaa aa aaa aaaaa aaaa aaaaaaa aaa aa aaaaaa aaaa aaaaa aaa aaaaaaaaa aa aaaa aaa aaaaa aaaaa aaa aaaaaaa aa aaaa aaaaaa aaa aaaaa aaaaaaaa aa aaa aaaaa aaaa aaaaaaa aaa aa aaaaaa aaaa aaaaa aaa aaaaaaaaa aa aaaa aaa aaaaa aaaaa aaa aaaaaaa aa aaaa aaaaaa aaa aaaaa aaaaaaaa aa aaa aaaaa aaaa aaaaaaa aaa aa aaaaaa aaaa aaaaa aaa aaaaaaaaa aa aaaa aaa aaaaa aaaaa aaa aaaaaaa aa aaaa aaaaaa aaa aaaaa aaaaaaaa aa aaa aaaaa aaaa aaaaaaa aaa aa aaaaaa aaaa aaaaa aaa aaaaaaaaa aa aaaa aaa aaaaa aaaaa aaa aaaaaaa aa aaaa aaaaaa aaa aaaaa aaaaaaaa aa aaa aaaaa aaaa aaaaaaa aaa aa aaaaaa aaaa aaaaa aaa aaaaaaaaa aa aaaa aaa aaaaa aaaaa aaa aaaaaaa aa aaaa aaaaaa aaa aaaaa aaaaaaaa aa aaa aaaaa aaaa aaaaaaa aaa aa aaaaaa aaaa aaaaa aaa aaaaaaaaa aa aaaa aaa aaaaa aaaaa aaa aaaaaaa aa aaaa aaaaaa aaa aaaaa <box>44 208 216 234</box>
section-header-for-sale: FOR SALE <box>228 234 312 242</box>
on-campus-title: On Campus <box>52 44 117 58</box>
recycle-title: Recycle it all! <box>425 587 483 598</box>
story-headline: Football shuttle buses ease parking problem <box>44 235 212 274</box>
section-header-personal: PERSONAL <box>502 510 596 518</box>
classified-listing: aaaaa aaa aaaaaaa aa aaaa aaaaaa aaa aaaaa aaaaaaaa aa aaa aaaaa aaaa aaaaaaa aaa aa aaaaaa aaaa aaaaa aaa aaaaaaaaa aa aaaa aaa aaaaa aaaaa aaa aaaaaaa aa aaaa aaaaaa aaa aaaaa aaaaaaaa aa aaa aaaaa aaaa aaaaaaa aaa aa aaaaaa aaaa aaaaa aaa aaaaaaaaa aa aaaa aaa aaaaa aaaaa aaa aaaaaaa aa aaaa aaaaaa aaa aaaaa aaaaaaaa aa aaa aaaaa aaaa aaaaaaa aaa aa aaaaaa aaaa aaaaa aaa aaaaaaaaa aa aaaa aaa aaaaa aaaaa aaa aaaaaaa aa aaaa aaaaaa aaa aaaaa aaaaaaaa aa aaa aaaaa aaaa aaaaaaa aaa aa aaaaaa aaaa aaaaa aaa aaaaaaaaa aa aaaa aaa aaaaa aaaaa aaa aaaaaaa aa aaaa aaaaaa aaa aaaaa aaaaaaaa aa aaa aaaaa aaaa aaaaaaa aaa aa aaaaaa aaaa aaaaa aaa aaaaaaaaa aa aaaa aaa aaaaa aaaaa aaa aaaaaaa aa aaaa aaaaaa aaa aaaaa aaaaaaaa aa aaa aaaaa aaaa aaaaaaa aaa aa aaaaaa aaaa aaaaa aaa aaaaaaaaa aa aaaa aaa aaaaa aaaaa aaa aaaaaaa aa aaaa aaaaaa aaa aaaaa aaaaaaaa aa aaa aaaaa aaaa aaaaaaa aaa aa aaaaaa aaaa aaaaa aaa aaaaaaaaa aa aaaa aaa aaaaa aaaaa aaa aaaaaaa aa aaaa aaaaaa aaa aaaaa aaaaaaaa aa aaa aaaaa aaaa aaaaaaa aaa aa aaaaaa aaaa aaaaa aaa aaaaaaaaa aa aaaa aaa aaaaa aaaaa aaa aaaaaaa aa aaaa aaaaaa aaa aaaaa aaaaaaaa aa aaa aaaaa aaaa aaaaaaa aaa aa aaaaaa aaaa aaaaa aaa aaaaaaaaa aa aaaa aaa aaaaa aaaaa aaa aaaaaaa aa aaaa aaaaaa aaa aaaaa aaaaaaaa aa aaa aaaaa aaaa aaaaaaa aaa aa aaaaaa aaaa aaaaa aaa aaaaaaaaa aa aaaa aaa aaaaa aaaaa aaa aaaaaaa aa aaaa aaaaaa aaa aaaaa aaaaaaaa aa aaa aaaaa aaaa aaaaaaa aaa aa aaaaaa aaaa aaaaa aaa aaaaaaaaa aa aaaa aaa aaaaa aaaaa aaa aaaaaaa aa aaaa aaaaaa aaa aaaaa aaaaaaaa aa aaa aaaaa aaaa aaaaaaa aaa aa aaaaaa aaaa aaaaa aaa aaaaaaaaa aa aaaa aaa aaaaa aaaaa aaa aaaaaaa aa aaaa aaaaaa aaa aaaaa aaaaaaaa aa aaa aaaaa aaaa aaaaaaa aaa aa aaaaaa aaaa aaaaa aaa aaaaaaaaa aa aaaa aaa aaaaa aaaaa aaa aaaaaaa aa aaaa aaaaaa aaa aaaaa aaaaaaaa aa aaa aaaaa aaaa aaaaaaa aaa aa aaaaaa aaaa aaaaa aaa aaaaaaaaa aa aaaa aaa aaaaa aaaaa aaa aaaaaaa aa aaaa aaaaaa aaa aaaaa aaaaaaaa aa aaa aaaaa aaaa aaaaaaa aaa aa aaaaaa aaaa aaaaa aaa aaaaaaaaa aa aaaa aaa aaaaa aaaaa aaa aaaaaaa aa aaaa aaaaaa aaa aaaaa aaaaaaaa aa aaa aaaaa aaaa aaaaaaa aaa aa aaaaaa aaaa aaaaa aaa aaaaaaaaa aa aaaa aaa aaaaa aaaaa aaa aaaaaaa aa aaaa aaaaaa aaa aaaaa aaaaaaaa aa aaa aaaaa aaaa aaaaaaa aaa aa aaaaaa aaaa aaaaa aaa aaaaaaaaa aa aaaa aaa aaaaa aaaaa aaa aaaaaaa aa aaaa aaaaaa aaa aaaaa aaaaaaaa aa aaa aaaaa aaaa <box>228 244 312 384</box>
story-body-col2: aaaaa aaa aaaaaaa aa aaaa aaaaaa aaa aaaaa aaaaaaaa aa aaa aaaaa aaaa aaaaaaa aaa aa aaaaaa aaaa aaaaa aaa aaaaaaaaa aa aaaa aaa aaaaa aaaaa aaa aaaaaaa aa aaaa aaaaaa aaa aaaaa aaaaaaaa aa aaa aaaaa aaaa aaaaaaa aaa aa aaaaaa aaaa aaaaa aaa aaaaaaaaa aa aaaa aaa aaaaa aaaaa aaa aaaaaaa aa aaaa aaaaaa aaa aaaaa aaaaaaaa aa aaa aaaaa aaaa aaaaaaa aaa aa aaaaaa aaaa aaaaa aaa aaaaaaaaa aa aaaa aaa aaaaa aaaaa aaa aaaaaaa aa aaaa aaaaaa aaa aaaaa aaaaaaaa aa aaa aaaaa aaaa aaaaaaa aaa aa aaaaaa aaaa aaaaa aaa aaaaaaaaa aa aaaa aaa aaaaa aaaaa aaa aaaaaaa aa aaaa aaaaaa aaa aaaaa aaaaaaaa aa aaa aaaaa aaaa aaaaaaa aaa aa aaaaaa aaaa aaaaa aaa aaaaaaaaa aa aaaa aaa aaaaa aaaaa aaa aaaaaaa aa aaaa aaaaaa aaa aaaaa aaaaaaaa aa aaa aaaaa aaaa aaaaaaa aaa aa aaaaaa aaaa aaaaa aaa aaaaaaaaa aa aaaa aaa aaaaa aaaaa aaa aaaaaaa aa aaaa aaaaaa aaa aaaaa aaaaaaaa aa aaa aaaaa aaaa aaaaaaa aaa aa aaaaaa aaaa aaaaa aaa aaaaaaaaa aa aaaa aaa aaaaa aaaaa aaa aaaaaaa aa aaaa aaaaaa aaa aaaaa aaaaaaaa aa aaa aaaaa aaaa aaaaaaa aaa aa aaaaaa aaaa aaaaa aaa aaaaaaaaa aa aaaa aaa aaaaa aaaaa aaa aaaaaaa aa aaaa aaaaaa aaa aaaaa aaaaaaaa aa aaa aaaaa aaaa aaaaaaa aaa aa aaaaaa aaaa aaaaa aaa aaaaaaaaa aa aaaa aaa aaaaa aaaaa aaa aaaaaaa aa aaaa aaaaaa aaa aaaaa aaaaaaaa aa aaa aaaaa aaaa aaaaaaa aaa aa aaaaaa aaaa aaaaa aaa aaaaaaaaa aa aaaa aaa aaaaa aaaaa aaa aaaaaaa aa aaaa aaaaaa aaa aaaaa aaaaaaaa aa aaa aaaaa aaaa aaaaaaa aaa aa aaaaaa aaaa aaaaa aaa aaaaaaaaa aa aaaa aaa aaaaa aaaaa aaa aaaaaaa aa aaaa aaaaaa aaa aaaaa aaaaaaaa aa aaa aaaaa aaaa aaaaaaa aaa aa aaaaaa aaaa aaaaa aaa aaaaaaaaa aa aaaa aaa aaaaa aaaaa aaa aaaaaaa aa aaaa aaaaaa aaa aaaaa aaaaaaaa aa aaa aaaaa aaaa aaaaaaa aaa aa aaaaaa aaaa aaaaa aaa <box>134 280 220 380</box>
item-body-law-society: aaaaa aaa aaaaaaa aa aaaa aaaaaa aaa aaaaa aaaaaaaa aa aaa aaaaa aaaa aaaaaaa aaa aa aaaaaa aaaa aaaaa aaa aaaaaaaaa aa aaaa aaa aaaaa aaaaa aaa aaaaaaa aa aaaa aaaaaa aaa aaaaa aaaaaaaa aa aaa aaaaa aaaa aaaaaaa aaa aa aaaaaa aaaa aaaaa aaa aaaaaaaaa aa aaaa aaa aaaaa aaaaa aaa aaaaaaa aa aaaa aaaaaa aaa aaaaa aaaaaaaa aa aaa aaaaa aaaa aaaaaaa aaa aa aaaaaa aaaa aaaaa aaa aaaaaaaaa aa aaaa aaa aaaaa aaaaa aaa aaaaaaa aa aaaa aaaaaa aaa aaaaa aaaaaaaa aa aaa aaaaa aaaa aaaaaaa aaa aa aaaaaa aaaa aaaaa aaa aaaaaaaaa aa aaaa aaa aaaaa aaaaa aaa aaaaaaa aa aaaa aaaaaa aaa aaaaa aaaaaaaa aa aaa aaaaa aaaa aaaaaaa aaa aa aaaaaa aaaa aaaaa aaa aaaaaaaaa aa aaaa aaa aaaaa aaaaa aaa aaaaaaa aa aaaa aaaaaa aaa aaaaa aaaaaaaa aa aaa aaaaa aaaa aaaaaaa aaa aa aaaaaa aaaa aaaaa aaa aaaaaaaaa aa aaaa aaa aaaaa aaaaa aaa aaaaaaa aa aaaa aaaaaa aaa <box>44 122 216 144</box>
story-body-col1: aaaaa aaa aaaaaaa aa aaaa aaaaaa aaa aaaaa aaaaaaaa aa aaa aaaaa aaaa aaaaaaa aaa aa aaaaaa aaaa aaaaa aaa aaaaaaaaa aa aaaa aaa aaaaa aaaaa aaa aaaaaaa aa aaaa aaaaaa aaa aaaaa aaaaaaaa aa aaa aaaaa aaaa aaaaaaa aaa aa aaaaaa aaaa aaaaa aaa aaaaaaaaa aa aaaa aaa aaaaa aaaaa aaa aaaaaaa aa aaaa aaaaaa aaa aaaaa aaaaaaaa aa aaa aaaaa aaaa aaaaaaa aaa aa aaaaaa aaaa aaaaa aaa aaaaaaaaa aa aaaa aaa aaaaa aaaaa aaa aaaaaaa aa aaaa aaaaaa aaa aaaaa aaaaaaaa aa aaa aaaaa aaaa aaaaaaa aaa aa aaaaaa aaaa aaaaa aaa aaaaaaaaa aa aaaa aaa aaaaa aaaaa aaa aaaaaaa aa aaaa aaaaaa aaa aaaaa aaaaaaaa aa aaa aaaaa aaaa aaaaaaa aaa aa aaaaaa aaaa aaaaa aaa aaaaaaaaa aa aaaa aaa aaaaa aaaaa aaa aaaaaaa aa aaaa aaaaaa aaa aaaaa aaaaaaaa aa aaa aaaaa aaaa aaaaaaa aaa aa aaaaaa aaaa aaaaa aaa aaaaaaaaa aa aaaa aaa aaaaa aaaaa aaa aaaaaaa aa aaaa aaaaaa aaa aaaaa aaaaaaaa aa aaa aaaaa aaaa aaaaaaa aaa aa aaaaaa aaaa aaaaa aaa aaaaaaaaa aa aaaa aaa aaaaa aaaaa aaa aaaaaaa aa aaaa aaaaaa aaa aaaaa aaaaaaaa aa aaa aaaaa aaaa aaaaaaa aaa aa aaaaaa aaaa aaaaa aaa aaaaaaaaa aa aaaa aaa aaaaa aaaaa aaa aaaaaaa aa aaaa aaaaaa aaa aaaaa aaaaaaaa aa aaa aaaaa aaaa aaaaaaa aaa aa aaaaaa aaaa aaaaa aaa aaaaaaaaa aa aaaa aaa aaaaa aaaaa aaa aaaaaaa aa aaaa aaaaaa aaa aaaaa aaaaaaaa aa aaa aaaaa aaaa aaaaaaa aaa aa aaaaaa aaaa aaaaa aaa aaaaaaaaa aa aaaa aaa aaaaa aaaaa aaa aaaaaaa aa aaaa aaaaaa aaa aaaaa aaaaaaaa aa aaa aaaaa aaaa aaaaaaa aaa aa aaaaaa aaaa aaaaa aaa aaaaaaaaa aa aaaa aaa aaaaa aaaaa aaa aaaaaaa aa aaaa aaaaaa aaa aaaaa aaaaaaaa aa aaa aaaaa aaaa aaaaaaa aaa aa aaaaaa aaaa aaaaa aaa aaaaaaaaa aa aaaa aaa aaaaa aaaaa aaa aaaaaaa aa aaaa aaaaaa aaa aaaaa aaaaaaaa aa aaa aaaaa aaaa aaaaaaa aaa aa aaaaaa aaaa aaaaa aaa aaaaaaaaa aa aaaa aaa aaaaa aaaaa aaa aaaaaaa aa aaaa aaaaaa aaa aaaaa aaaaaaaa aa aaa aaaaa aaaa aaaaaaa aaa aa aaaaaa aaaa aaaaa aaa aaaaaaaaa aa aaaa aaa aaaaa aaaaa aaa aaaaaaa aa aaaa aaaaaa aaa aaaaa aaaaaaaa aa aaa aaaaa aaaa aaaaaaa aaa aa aaaaaa aaaa aaaaa aaa aaaaaaaaa aa aaaa aaa aaaaa aaaaa aaa aaaaaaa aa aaaa aaaaaa aaa aaaaa aaaaaaaa aa aaa aaaaa aaaa aaaaaaa aaa aa aaaaaa aaaa aaaaa aaa aaaaaaaaa aa aaaa aaa aaaaa aaaaa aaa aaaaaaa aa aaaa aaaaaa aaa aaaaa aaaaaaaa aa aaa aaaaa aaaa aaaaaaa aaa aa aaaaaa aaaa aaaaa aaa aaaaaaaaa aa aaaa aaa aaaaa aaaaa aaa aaaaaaa aa aaaa aaaaaa aaa aaaaa aaaaaaaa aa aaa aaaaa aaaa aaaaaaa aaa aa aaaaaa aaaa aaaaa aaa <box>44 430 130 570</box>
item-heading-also-on-campus: Also on campus . . . <box>44 196 125 207</box>
rates-table <box>228 182 598 212</box>
rate-five-days: Five Days 25 words or fewer: $3.75 each additional word: $.03 <box>549 190 598 205</box>
section-header-wanted: WANTED <box>502 338 596 346</box>
header-rule <box>228 24 598 25</box>
kirstens-line: Intuitions <box>537 632 563 639</box>
classified-listing: aaaaa aaa aaaaaaa aa aaaa aaaaaa aaa aaaaa aaaaaaaa aa aaa aaaaa aaaa aaaaaaa aaa aa aaaaaa aaaa aaaaa aaa aaaaaaaaa aa aaaa aaa aaaaa aaaaa aaa aaaaaaa aa aaaa aaaaaa aaa aaaaa aaaaaaaa aa aaa aaaaa aaaa aaaaaaa aaa aa aaaaaa aaaa aaaaa aaa aaaaaaaaa aa aaaa aaa aaaaa aaaaa aaa aaaaaaa aa aaaa aaaaaa aaa aaaaa aaaaaaaa aa aaa aaaaa aaaa aaaaaaa aaa aa aaaaaa aaaa aaaaa aaa aaaaaaaaa aa aaaa aaa aaaaa aaaaa aaa aaaaaaa aa aaaa aaaaaa aaa aaaaa aaaaaaaa aa aaa aaaaa aaaa aaaaaaa aaa aa aaaaaa aaaa aaaaa aaa aaaaaaaaa aa aaaa aaa aaaaa aaaaa aaa aaaaaaa aa aaaa aaaaaa aaa aaaaa aaaaaaaa aa aaa aaaaa aaaa aaaaaaa aaa aa aaaaaa aaaa aaaaa aaa aaaaaaaaa aa aaaa aaa aaaaa aaaaa aaa aaaaaaa aa aaaa aaaaaa aaa aaaaa aaaaaaaa aa aaa aaaaa aaaa aaaaaaa aaa aa aaaaaa aaaa aaaaa aaa aaaaaaaaa aa aaaa aaa aaaaa aaaaa aaa aaaaaaa aa aaaa aaaaaa aaa aaaaa aaaaaaaa aa aaa aaaaa aaaa aaaaaaa aaa aa aaaaaa aaaa aaaaa aaa aaaaaaaaa aa aaaa aaa aaaaa aaaaa aaa aaaaaaa aa aaaa aaaaaa aaa aaaaa aaaaaaaa aa aaa aaaaa aaaa aaaaaaa aaa aa aaaaaa aaaa aaaaa aaa aaaaaaaaa aa aaaa aaa aaaaa aaaaa aaa aaaaaaa aa aaaa aaaaaa aaa aaaaa aaaaaaaa aa aaa aaaaa aaaa aaaaaaa aaa aa aaaaaa aaaa aaaaa aaa aaaaaaaaa aa aaaa aaa aaaaa aaaaa aaa aaaaaaa aa aaaa aaaaaa aaa aaaaa aaaaaaaa aa aaa aaaaa aaaa aaaaaaa aaa aa aaaaaa aaaa aaaaa aaa aaaaaaaaa aa aaaa aaa aaaaa aaaaa aaa aaaaaaa aa aaaa aaaaaa aaa aaaaa aaaaaaaa aa aaa aaaaa aaaa aaaaaaa <box>502 432 596 508</box>
story-body-col2: aaaaa aaa aaaaaaa aa aaaa aaaaaa aaa aaaaa aaaaaaaa aa aaa aaaaa aaaa aaaaaaa aaa aa aaaaaa aaaa aaaaa aaa aaaaaaaaa aa aaaa aaa aaaaa aaaaa aaa aaaaaaa aa aaaa aaaaaa aaa aaaaa aaaaaaaa aa aaa aaaaa aaaa aaaaaaa aaa aa aaaaaa aaaa aaaaa aaa aaaaaaaaa aa aaaa aaa aaaaa aaaaa aaa aaaaaaa aa aaaa aaaaaa aaa aaaaa aaaaaaaa aa aaa aaaaa aaaa aaaaaaa aaa aa aaaaaa aaaa aaaaa aaa aaaaaaaaa aa aaaa aaa aaaaa aaaaa aaa aaaaaaa aa aaaa aaaaaa aaa aaaaa aaaaaaaa aa aaa aaaaa aaaa aaaaaaa aaa aa aaaaaa aaaa aaaaa aaa aaaaaaaaa aa aaaa aaa aaaaa aaaaa aaa aaaaaaa aa aaaa aaaaaa aaa aaaaa aaaaaaaa aa aaa aaaaa aaaa aaaaaaa aaa aa aaaaaa aaaa aaaaa aaa aaaaaaaaa aa aaaa aaa aaaaa aaaaa aaa aaaaaaa aa aaaa aaaaaa aaa aaaaa aaaaaaaa aa aaa aaaaa aaaa aaaaaaa aaa aa aaaaaa aaaa aaaaa aaa aaaaaaaaa aa aaaa aaa aaaaa aaaaa aaa aaaaaaa aa aaaa aaaaaa aaa aaaaa aaaaaaaa aa aaa aaaaa aaaa aaaaaaa aaa aa aaaaaa aaaa aaaaa aaa aaaaaaaaa aa aaaa aaa aaaaa aaaaa aaa aaaaaaa aa aaaa aaaaaa aaa aaaaa aaaaaaaa aa aaa aaaaa aaaa aaaaaaa aaa aa aaaaaa aaaa aaaaa aaa aaaaaaaaa aa aaaa aaa aaaaa aaaaa aaa aaaaaaa aa aaaa aaaaaa aaa aaaaa aaaaaaaa aa aaa aaaaa aaaa aaaaaaa aaa aa aaaaaa aaaa aaaaa aaa aaaaaaaaa aa aaaa aaa aaaaa aaaaa aaa aaaaaaa aa aaaa aaaaaa aaa aaaaa aaaaaaaa aa aaa aaaaa aaaa aaaaaaa aaa aa aaaaaa aaaa aaaaa aaa aaaaaaaaa aa aaaa aaa aaaaa aaaaa aaa aaaaaaa aa aaaa aaaaaa aaa aaaaa aaaaaaaa aa aaa aaaaa aaaa aaaaaaa aaa aa aaaaaa aaaa aaaaa aaa aaaaaaaaa aa aaaa aaa aaaaa aaaaa aaa aaaaaaa aa aaaa aaaaaa aaa aaaaa aaaaaaaa aa aaa aaaaa aaaa aaaaaaa aaa aa aaaaaa aaaa aaaaa aaa aaaaaaaaa aa aaaa aaa aaaaa aaaaa aaa aaaaaaa aa aaaa aaaaaa aaa aaaaa aaaaaaaa aa aaa aaaaa aaaa aaaaaaa aaa aa aaaaaa aaaa aaaaa aaa aaaaaaaaa aa aaaa aaa aaaaa aaaaa aaa aaaaaaa aa aaaa aaaaaa aaa aaaaa aaaaaaaa aa aaa aaaaa aaaa aaaaaaa aaa aa aaaaaa aaaa aaaaa aaa aaaaaaaaa aa aaaa aaa aaaaa aaaaa aaa aaaaaaa aa aaaa aaaaaa aaa aaaaa aaaaaaaa aa aaa aaaaa aaaa aaaaaaa aaa aa aaaaaa aaaa aaaaa aaa aaaaaaaaa aa aaaa aaa aaaaa aaaaa aaa aaaaaaa aa aaaa aaaaaa aaa aaaaa aaaaaaaa aa aaa aaaaa aaaa aaaaaaa aaa aa aaaaaa aaaa aaaaa aaa aaaaaaaaa aa aaaa aaa aaaaa aaaaa aaa aaaaaaa aa aaaa aaaaaa aaa aaaaa aaaaaaaa aa aaa aaaaa aaaa aaaaaaa aaa aa aaaaaa aaaa aaaaa aaa aaaaaaaaa aa aaaa aaa aaaaa aaaaa aaa aaaaaaa aa aaaa aaaaaa aaa aaaaa aaaaaaaa aa aaa aaaaa aaaa aaaaaaa aaa aa aaaaaa aaaa aaaaa aaa aaaaaaaaa aa aaaa aaa aaaaa aaaaa aaa aaaaaaa aa aaaa aaaaaa aaa aaaaa aaaaaaaa aa aaa aaaaa aaaa aaaaaaa aaa aa aaaaaa aaaa aaaaa aaa aaaaaaaaa aa aaaa aaa aaaaa aaaaa aaa aaaaaaa aa aaaa aaaaaa aaa aaaaa aaaaaaaa aa aaa aaaaa aaaa aaaaaaa aaa aa aaaaaa aaaa aaaaa aaa aaaaaaaaa aa aaaa aaa aaaaa aaaaa aaa aaaaaaa aa aaaa aaaaaa aaa aaaaa aaaaaaaa aa aaa aaaaa aaaa aaaaaaa aaa aa aaaaaa aaaa aaaaa aaa aaaaaaaaa aa aaaa aaa aaaaa aaaaa aaa aaaaaaa aa aaaa aaaaaa aaa aaaaa <box>134 616 220 782</box>
paper-name: University Daily Kansan <box>354 16 411 22</box>
classified-listing: aaaaa aaa aaaaaaa aa aaaa aaaaaa aaa aaaaa aaaaaaaa aa aaa aaaaa aaaa aaaaaaa aaa aa aaaaaa aaaa aaaaa aaa aaaaaaaaa aa aaaa aaa aaaaa aaaaa aaa aaaaaaa aa aaaa aaaaaa aaa aaaaa aaaaaaaa aa aaa aaaaa aaaa aaaaaaa aaa aa aaaaaa aaaa aaaaa aaa aaaaaaaaa aa aaaa aaa aaaaa aaaaa aaa aaaaaaa aa aaaa aaaaaa aaa aaaaa aaaaaaaa aa aaa aaaaa aaaa aaaaaaa aaa aa aaaaaa aaaa aaaaa aaa aaaaaaaaa aa aaaa aaa aaaaa aaaaa aaa aaaaaaa aa aaaa aaaaaa aaa aaaaa aaaaaaaa aa aaa aaaaa aaaa aaaaaaa aaa aa aaaaaa aaaa aaaaa aaa aaaaaaaaa aa aaaa aaa aaaaa aaaaa aaa aaaaaaa aa aaaa aaaaaa aaa aaaaa aaaaaaaa aa aaa aaaaa aaaa aaaaaaa aaa aa aaaaaa aaaa aaaaa aaa aaaaaaaaa aa aaaa aaa aaaaa aaaaa aaa aaaaaaa aa aaaa aaaaaa aaa aaaaa aaaaaaaa aa aaa aaaaa aaaa aaaaaaa aaa aa aaaaaa aaaa aaaaa aaa aaaaaaaaa aa aaaa aaa aaaaa aaaaa aaa aaaaaaa aa aaaa aaaaaa aaa aaaaa aaaaaaaa aa aaa aaaaa aaaa aaaaaaa aaa aa aaaaaa aaaa aaaaa aaa aaaaaaaaa aa aaaa aaa aaaaa aaaaa aaa aaaaaaa aa aaaa aaaaaa aaa aaaaa aaaaaaaa aa aaa aaaaa aaaa aaaaaaa aaa aa aaaaaa aaaa aaaaa aaa aaaaaaaaa aa aaaa aaa aaaaa aaaaa aaa aaaaaaa aa aaaa aaaaaa aaa aaaaa aaaaaaaa aa aaa aaaaa aaaa aaaaaaa aaa aa aaaaaa aaaa aaaaa aaa aaaaaaaaa aa aaaa aaa aaaaa aaaaa aaa aaaaaaa aa aaaa aaaaaa aaa aaaaa aaaaaaaa aa aaa aaaaa aaaa aaaaaaa aaa aa aaaaaa aaaa aaaaa aaa aaaaaaaaa aa aaaa aaa aaaaa aaaaa aaa aaaaaaa aa aaaa aaaaaa aaa aaaaa aaaaaaaa aa aaa aaaaa aaaa aaaaaaa aaa aa aaaaaa aaaa aaaaa aaa aaaaaaaaa aa aaaa aaa aaaaa aaaaa aaa aaaaaaa aa aaaa aaaaaa aaa aaaaa aaaaaaaa aa aaa aaaaa aaaa aaaaaaa aaa aa aaaaaa aaaa aaaaa aaa aaaaaaaaa aa aaaa aaa aaaaa aaaaa aaa aaaaaaa aa aaaa aaaaaa aaa aaaaa aaaaaaaa aa aaa aaaaa aaaa aaaaaaa aaa aa aaaaaa aaaa aaaaa aaa <box>408 214 498 308</box>
classified-listing: aaaaa aaa aaaaaaa aa aaaa aaaaaa aaa aaaaa aaaaaaaa aa aaa aaaaa aaaa aaaaaaa aaa aa aaaaaa aaaa aaaaa aaa aaaaaaaaa aa aaaa aaa aaaaa aaaaa aaa aaaaaaa aa aaaa aaaaaa aaa aaaaa aaaaaaaa aa aaa aaaaa aaaa aaaaaaa aaa aa aaaaaa aaaa aaaaa aaa aaaaaaaaa aa aaaa aaa aaaaa aaaaa aaa aaaaaaa aa aaaa aaaaaa aaa aaaaa aaaaaaaa aa aaa aaaaa aaaa aaaaaaa aaa aa aaaaaa aaaa aaaaa aaa aaaaaaaaa aa aaaa aaa aaaaa aaaaa aaa aaaaaaa aa aaaa aaaaaa aaa aaaaa aaaaaaaa aa aaa aaaaa aaaa aaaaaaa aaa aa aaaaaa aaaa aaaaa aaa aaaaaaaaa aa aaaa aaa aaaaa aaaaa aaa aaaaaaa aa aaaa aaaaaa aaa aaaaa aaaaaaaa aa aaa aaaaa aaaa aaaaaaa aaa aa aaaaaa aaaa aaaaa aaa aaaaaaaaa aa aaaa aaa aaaaa aaaaa aaa aaaaaaa aa aaaa aaaaaa aaa aaaaa aaaaaaaa aa aaa aaaaa aaaa aaaaaaa aaa aa aaaaaa aaaa aaaaa aaa aaaaaaaaa aa aaaa aaa aaaaa aaaaa aaa aaaaaaa aa aaaa aaaaaa aaa aaaaa aaaaaaaa aa aaa aaaaa aaaa aaaaaaa aaa aa aaaaaa aaaa aaaaa aaa aaaaaaaaa aa aaaa aaa aaaaa aaaaa aaa aaaaaaa aa aaaa aaaaaa aaa aaaaa aaaaaaaa aa aaa aaaaa aaaa aaaaaaa aaa aa aaaaaa aaaa aaaaa aaa aaaaaaaaa aa aaaa aaa aaaaa aaaaa aaa aaaaaaa aa aaaa aaaaaa aaa aaaaa aaaaaaaa aa aaa aaaaa aaaa aaaaaaa aaa aa aaaaaa aaaa aaaaa aaa aaaaaaaaa aa aaaa aaa aaaaa aaaaa aaa aaaaaaa aa aaaa aaaaaa aaa aaaaa aaaaaaaa aa aaa aaaaa aaaa aaaaaaa aaa aa aaaaaa aaaa aaaaa aaa aaaaaaaaa aa aaaa aaa aaaaa aaaaa aaa aaaaaaa aa aaaa aaaaaa aaa aaaaa aaaaaaaa aa aaa aaaaa aaaa aaaaaaa aaa aa aaaaaa aaaa aaaaa aaa aaaaaaaaa aa aaaa aaa aaaaa aaaaa aaa aaaaaaa aa aaaa aaaaaa aaa aaaaa aaaaaaaa aa aaa aaaaa aaaa aaaaaaa aaa aa aaaaaa aaaa aaaaa aaa aaaaaaaaa aa aaaa aaa aaaaa aaaaa aaa aaaaaaa aa aaaa aaaaaa aaa aaaaa aaaaaaaa aa aaa aaaaa aaaa aaaaaaa aaa aa aaaaaa aaaa aaaaa aaa aaaaaaaaa aa aaaa aaa aaaaa aaaaa aaa aaaaaaa aa aaaa aaaaaa aaa aaaaa aaaaaaaa aa aaa aaaaa aaaa aaaaaaa aaa aa aaaaaa aaaa aaaaa aaa aaaaaaaaa aa aaaa aaa aaaaa aaaaa aaa aaaaaaa aa aaaa aaaaaa aaa aaaaa aaaaaaaa aa aaa aaaaa aaaa aaaaaaa aaa aa aaaaaa aaaa aaaaa aaa aaaaaaaaa aa aaaa aaa aaaaa aaaaa aaa aaaaaaa aa aaaa aaaaaa aaa aaaaa aaaaaaaa aa aaa aaaaa aaaa aaaaaaa aaa aa aaaaaa aaaa aaaaa aaa aaaaaaaaa aa aaaa aaa aaaaa aaaaa aaa aaaaaaa aa aaaa aaaaaa aaa aaaaa aaaaaaaa aa aaa aaaaa aaaa aaaaaaa aaa aa aaaaaa aaaa aaaaa aaa aaaaaaaaa aa aaaa aaa aaaaa aaaaa aaa aaaaaaa aa aaaa aaaaaa aaa aaaaa aaaaaaaa aa aaa aaaaa aaaa aaaaaaa aaa aa aaaaaa aaaa aaaaa aaa aaaaaaaaa aa aaaa aaa aaaaa aaaaa aaa aaaaaaa aa aaaa aaaaaa aaa aaaaa aaaaaaaa aa aaa aaaaa aaaa aaaaaaa aaa aa aaaaaa aaaa aaaaa aaa aaaaaaaaa aa aaaa aaa aaaaa aaaaa aaa aaaaaaa aa aaaa aaaaaa aaa aaaaa aaaaaaaa aa aaa aaaaa aaaa aaaaaaa aaa aa aaaaaa aaaa aaaaa aaa aaaaaaaaa aa aaaa aaa aaaaa aaaaa aaa aaaaaaa aa aaaa aaaaaa aaa aaaaa aaaaaaaa aa aaa aaaaa aaaa aaaaaaa aaa aa aaaaaa aaaa aaaaa aaa aaaaaaaaa aa aaaa aaa aaaaa aaaaa aaa aaaaaaa aa aaaa aaaaaa aaa aaaaa aaaaaaaa aa aaa aaaaa aaaa aaaaaaa aaa aa aaaaaa aaaa aaaaa aaa aaaaaaaaa aa aaaa aaa aaaaa aaaaa aaa aaaaaaa aa aaaa aaaaaa aaa aaaaa aaaaaaaa aa aaa aaaaa aaaa aaaaaaa aaa aa aaaaaa aaaa aaaaa aaa aaaaaaaaa aa aaaa aaa aaaaa aaaaa aaa aaaaaaa aa aaaa aaaaaa aaa aaaaa aaaaaaaa aa aaa aaaaa aaaa aaaaaaa aaa aa aaaaaa aaaa aaaaa aaa aaaaaaaaa aa aaaa aaa aaaaa aaaaa aaa aaaaaaa aa aaaa aaaaaa aaa aaaaa aaaaaaaa aa aaa aaaaa aaaa aaaaaaa aaa aa aaaaaa aaaa aaaaa aaa aaaaaaaaa aa aaaa aaa aaaaa aaaaa aaa aaaaaaa aa aaaa aaaaaa aaa aaaaa aaaaaaaa aa aaa aaaaa aaaa aaaaaaa aaa aa aaaaaa aaaa aaaaa aaa aaaaaaaaa aa aaaa aaa aaaaa aaaaa aaa aaaaaaa aa aaaa aaaaaa aaa aaaaa aaaaaaaa aa aaa aaaaa aaaa aaaaaaa aaa aa aaaaaa aaaa aaaaa aaa aaaaaaaaa aa aaaa aaa aaaaa aaaaa aaa aaaaaaa aa aaaa aaaaaa aaa aaaaa aaaaaaaa aa aaa aaaaa aaaa aaaaaaa aaa aa aaaaaa aaaa aaaaa aaa aaaaaaaaa aa aaaa aaa aaaaa aaaaa aaa aaaaaaa aa aaaa aaaaaa aaa aaaaa aaaaaaaa aa aaa aaaaa aaaa aaaaaaa aaa aa aaaaaa aaaa aaaaa aaa aaaaaaaaa aa aaaa aaa aaaaa aaaaa aaa aaaaaaa aa aaaa aaaaaa aaa aaaaa aaaaaaaa aa aaa aaaaa aaaa aaaaaaa aaa aa aaaaaa aaaa aaaaa aaa aaaaaaaaa aa aaaa aaa aaaaa aaaaa aaa aaaaaaa aa aaaa aaaaaa aaa aaaaa aaaaaaaa aa aaa aaaaa aaaa aaaaaaa aaa aa aaaaaa aaaa aaaaa aaa aaaaaaaaa aa aaaa aaa aaaaa aaaaa aaa aaaaaaa aa aaaa aaaaaa aaa aaaaa aaaaaaaa aa aaa aaaaa aaaa aaaaaaa aaa aa aaaaaa aaaa aaaaa aaa <box>316 358 404 608</box>
recycle-line: River City Repair <box>433 617 475 623</box>
rates-title: KANSAN CLASSIFIED RATES <box>374 182 452 188</box>
section-header-help-wanted: HELP WANTED <box>408 310 498 318</box>
rate-three-days: Three Days 25 words or fewer: $3.00 each additional word: $.02 <box>388 190 438 205</box>
crewel-cupboard-ad <box>314 610 406 652</box>
classified-listing: aaaaa aaa aaaaaaa aa aaaa aaaaaa aaa aaaaa aaaaaaaa aa aaa aaaaa aaaa aaaaaaa aaa aa aaaaaa aaaa aaaaa aaa aaaaaaaaa aa aaaa aaa aaaaa aaaaa aaa aaaaaaa aa aaaa aaaaaa aaa aaaaa aaaaaaaa aa aaa aaaaa aaaa aaaaaaa aaa aa aaaaaa aaaa aaaaa aaa aaaaaaaaa aa aaaa aaa aaaaa aaaaa aaa aaaaaaa aa aaaa aaaaaa aaa aaaaa aaaaaaaa aa aaa aaaaa aaaa aaaaaaa aaa aa aaaaaa aaaa aaaaa aaa aaaaaaaaa aa aaaa aaa aaaaa aaaaa aaa aaaaaaa aa aaaa aaaaaa aaa aaaaa aaaaaaaa aa aaa aaaaa aaaa aaaaaaa aaa aa aaaaaa aaaa aaaaa aaa aaaaaaaaa aa aaaa aaa aaaaa aaaaa aaa aaaaaaa aa aaaa aaaaaa aaa aaaaa aaaaaaaa aa aaa aaaaa aaaa aaaaaaa aaa aa aaaaaa aaaa aaaaa aaa aaaaaaaaa aa aaaa aaa aaaaa aaaaa aaa aaaaaaa aa aaaa aaaaaa aaa aaaaa aaaaaaaa aa aaa aaaaa aaaa aaaaaaa aaa aa aaaaaa aaaa aaaaa aaa aaaaaaaaa aa aaaa aaa aaaaa aaaaa aaa aaaaaaa aa aaaa aaaaaa aaa aaaaa aaaaaaaa aa aaa aaaaa aaaa aaaaaaa aaa aa aaaaaa aaaa aaaaa aaa aaaaaaaaa aa aaaa aaa aaaaa aaaaa aaa aaaaaaa aa aaaa aaaaaa aaa aaaaa aaaaaaaa aa aaa aaaaa aaaa aaaaaaa aaa aa aaaaaa aaaa aaaaa aaa aaaaaaaaa aa aaaa aaa aaaaa aaaaa aaa aaaaaaa aa aaaa aaaaaa aaa aaaaa aaaaaaaa aa aaa aaaaa aaaa aaaaaaa aaa aa aaaaaa aaaa aaaaa aaa aaaaaaaaa aa aaaa aaa aaaaa aaaaa aaa aaaaaaa aa aaaa aaaaaa aaa aaaaa aaaaaaaa aa aaa aaaaa aaaa aaaaaaa aaa aa aaaaaa aaaa aaaaa aaa aaaaaaaaa aa aaaa aaa aaaaa aaaaa aaa aaaaaaa aa aaaa aaaaaa aaa aaaaa aaaaaaaa aa aaa aaaaa aaaa aaaaaaa aaa aa aaaaaa aaaa aaaaa aaa aaaaaaaaa aa aaaa aaa aaaaa aaaaa aaa aaaaaaa aa aaaa aaaaaa aaa aaaaa aaaaaaaa aa aaa aaaaa aaaa aaaaaaa aaa aa aaaaaa aaaa aaaaa aaa aaaaaaaaa aa aaaa aaa aaaaa aaaaa aaa aaaaaaa aa aaaa aaaaaa aaa <box>502 248 596 336</box>
classified-listing: aaaaa aaa aaaaaaa aa aaaa aaaaaa aaa aaaaa aaaaaaaa aa aaa aaaaa aaaa aaaaaaa aaa aa aaaaaa aaaa aaaaa aaa aaaaaaaaa aa aaaa aaa aaaaa aaaaa aaa aaaaaaa aa aaaa aaaaaa aaa aaaaa aaaaaaaa aa aaa aaaaa aaaa aaaaaaa aaa aa aaaaaa aaaa aaaaa aaa aaaaaaaaa aa aaaa aaa aaaaa aaaaa aaa aaaaaaa aa aaaa aaaaaa aaa aaaaa aaaaaaaa aa aaa aaaaa aaaa aaaaaaa aaa aa aaaaaa aaaa aaaaa aaa aaaaaaaaa aa aaaa aaa aaaaa aaaaa aaa aaaaaaa aa aaaa aaaaaa aaa aaaaa aaaaaaaa aa aaa aaaaa aaaa aaaaaaa aaa aa aaaaaa aaaa aaaaa aaa aaaaaaaaa aa aaaa aaa aaaaa aaaaa aaa aaaaaaa aa aaaa aaaaaa aaa aaaaa aaaaaaaa aa aaa aaaaa aaaa aaaaaaa aaa aa aaaaaa aaaa aaaaa aaa aaaaaaaaa aa aaaa aaa aaaaa aaaaa aaa aaaaaaa aa aaaa aaaaaa aaa aaaaa aaaaaaaa aa aaa aaaaa aaaa aaaaaaa aaa aa aaaaaa aaaa aaaaa aaa aaaaaaaaa aa aaaa aaa aaaaa aaaaa aaa aaaaaaa aa aaaa aaaaaa aaa aaaaa aaaaaaaa aa aaa aaaaa aaaa aaaaaaa aaa aa aaaaaa aaaa aaaaa aaa aaaaaaaaa aa aaaa aaa aaaaa aaaaa aaa aaaaaaa aa aaaa aaaaaa aaa aaaaa aaaaaaaa aa aaa aaaaa aaaa aaaaaaa aaa aa aaaaaa aaaa aaaaa aaa aaaaaaaaa aa aaaa aaa aaaaa aaaaa aaa aaaaaaa aa aaaa aaaaaa aaa aaaaa aaaaaaaa aa aaa aaaaa aaaa aaaaaaa aaa aa aaaaaa aaaa aaaaa aaa aaaaaaaaa aa aaaa aaa aaaaa aaaaa aaa aaaaaaa aa aaaa aaaaaa aaa aaaaa aaaaaaaa aa aaa aaaaa aaaa aaaaaaa aaa aa aaaaaa aaaa aaaaa aaa aaaaaaaaa aa aaaa aaa aaaaa aaaaa aaa aaaaaaa aa aaaa aaaaaa aaa aaaaa aaaaaaaa aa aaa aaaaa aaaa aaaaaaa aaa aa aaaaaa aaaa aaaaa aaa aaaaaaaaa aa aaaa aaa aaaaa aaaaa aaa aaaaaaa aa aaaa aaaaaa aaa aaaaa aaaaaaaa aa aaa aaaaa aaaa aaaaaaa aaa aa aaaaaa aaaa aaaaa aaa aaaaaaaaa aa aaaa aaa aaaaa aaaaa aaa aaaaaaa aa aaaa aaaaaa aaa aaaaa aaaaaaaa aa aaa aaaaa aaaa aaaaaaa aaa aa aaaaaa aaaa aaaaa aaa aaaaaaaaa aa aaaa aaa aaaaa aaaaa aaa aaaaaaa aa aaaa aaaaaa aaa aaaaa aaaaaaaa aa aaa aaaaa aaaa aaaaaaa aaa aa aaaaaa aaaa aaaaa aaa aaaaaaaaa aa aaaa aaa aaaaa aaaaa aaa aaaaaaa aa aaaa aaaaaa aaa aaaaa aaaaaaaa aa aaa aaaaa aaaa aaaaaaa aaa aa aaaaaa aaaa aaaaa aaa aaaaaaaaa aa aaaa aaa aaaaa aaaaa aaa aaaaaaa aa aaaa aaaaaa aaa aaaaa aaaaaaaa aa aaa aaaaa aaaa aaaaaaa aaa aa aaaaaa aaaa aaaaa aaa aaaaaaaaa aa aaaa aaa aaaaa aaaaa aaa aaaaaaa aa aaaa aaaaaa aaa aaaaa aaaaaaaa aa aaa aaaaa aaaa aaaaaaa aaa aa aaaaaa aaaa aaaaa aaa aaaaaaaaa aa aaaa aaa aaaaa aaaaa aaa aaaaaaa aa aaaa aaaaaa aaa aaaaa aaaaaaaa aa aaa aaaaa aaaa aaaaaaa aaa aa aaaaaa aaaa aaaaa aaa aaaaaaaaa aa aaaa aaa aaaaa aaaaa aaa aaaaaaa aa aaaa aaaaaa aaa aaaaa aaaaaaaa aa aaa aaaaa aaaa aaaaaaa aaa aa aaaaaa aaaa aaaaa aaa aaaaaaaaa aa aaaa aaa aaaaa aaaaa aaa aaaaaaa aa aaaa aaaaaa aaa aaaaa aaaaaaaa aa aaa aaaaa aaaa aaaaaaa aaa aa aaaaaa aaaa aaaaa aaa aaaaaaaaa aa aaaa aaa aaaaa aaaaa aaa aaaaaaa aa aaaa aaaaaa aaa aaaaa aaaaaaaa aa aaa aaaaa aaaa aaaaaaa aaa aa aaaaaa aaaa aaaaa aaa aaaaaaaaa aa aaaa aaa aaaaa aaaaa aaa aaaaaaa aa aaaa aaaaaa aaa aaaaa aaaaaaaa aa aaa aaaaa aaaa aaaaaaa aaa aa aaaaaa aaaa aaaaa aaa aaaaaaaaa aa aaaa aaa aaaaa aaaaa aaa aaaaaaa aa aaaa aaaaaa aaa aaaaa aaaaaaaa aa aaa aaaaa aaaa aaaaaaa aaa aa aaaaaa aaaa aaaaa aaa aaaaaaaaa aa aaaa aaa aaaaa aaaaa aaa aaaaaaa aa aaaa aaaaaa aaa aaaaa aaaaaaaa aa aaa aaaaa aaaa aaaaaaa aaa aa aaaaaa aaaa aaaaa aaa aaaaaaaaa aa aaaa aaa aaaaa <box>408 320 498 498</box>
rose-logo: Rose <box>338 685 382 710</box>
newspaper-page <box>36 6 598 786</box>
section-header-typing: TYPING <box>408 500 498 508</box>
issue-date: Tuesday, October 5, 1976 <box>496 16 556 22</box>
rates-deadline: Deadline: 5 p.m. 3 days before publication <box>362 206 464 212</box>
ad-fine-print: aaaaa aaa aaaaaaa aa aaaa aaaaaa aaa aaaaa aaaaaaaa aa aaa aaaaa aaaa aaaaaaa aaa aa aaaaaa aaaa aaaaa aaa aaaaaaaaa aa aaaa aaa aaaaa aaaaa aaa aaaaaaa aa aaaa aaaaaa aaa aaaaa aaaaaaaa aa aaa aaaaa aaaa aaaaaaa aaa aa aaaaaa aaaa aaaaa aaa aaaaaaaaa aa aaaa aaa aaaaa aaaaa aaa aaaaaaa aa aaaa <box>231 627 307 647</box>
item-heading-audio-reader: Audio-Reader poll <box>44 66 120 77</box>
section-header-services-offered: SERVICES OFFERED <box>502 560 596 568</box>
classified-listing: aaaaa aaa aaaaaaa aa aaaa aaaaaa aaa aaaaa aaaaaaaa aa aaa aaaaa aaaa aaaaaaa aaa aa aaaaaa aaaa aaaaa aaa aaaaaaaaa aa aaaa aaa aaaaa aaaaa aaa aaaaaaa aa aaaa aaaaaa aaa aaaaa aaaaaaaa aa aaa aaaaa aaaa aaaaaaa aaa aa aaaaaa aaaa aaaaa aaa aaaaaaaaa aa aaaa aaa aaaaa aaaaa aaa aaaaaaa aa aaaa aaaaaa aaa aaaaa aaaaaaaa aa aaa aaaaa aaaa <box>228 214 312 234</box>
kirstens-ad <box>502 572 598 784</box>
recycle-ad <box>408 582 500 652</box>
kirstens-line: Jack Winter <box>534 642 566 649</box>
greenhouse-ad <box>226 654 312 784</box>
horoscopes-title: HOROSCOPES <box>240 615 298 624</box>
plant-icon <box>249 689 289 725</box>
story-body-continued: aaaaa aaa aaaaaaa aa aaaa aaaaaa aaa aaaaa aaaaaaaa aa aaa aaaaa aaaa aaaaaaa aaa aa aaaaaa aaaa aaaaa aaa aaaaaaaaa aa aaaa aaa aaaaa aaaaa aaa aaaaaaa aa aaaa aaaaaa aaa aaaaa aaaaaaaa aa aaa aaaaa aaaa aaaaaaa aaa aa aaaaaa aaaa aaaaa aaa aaaaaaaaa aa aaaa aaa aaaaa aaaaa aaa aaaaaaa aa aaaa aaaaaa aaa aaaaa aaaaaaaa aa aaa aaaaa aaaa aaaaaaa aaa aa aaaaaa aaaa aaaaa aaa aaaaaaaaa aa aaaa aaa aaaaa aaaaa aaa aaaaaaa aa aaaa aaaaaa aaa aaaaa aaaaaaaa aa aaa aaaaa aaaa aaaaaaa aaa aa aaaaaa aaaa aaaaa aaa aaaaaaaaa aa aaaa aaa aaaaa aaaaa aaa aaaaaaa aa aaaa aaaaaa aaa aaaaa aaaaaaaa aa aaa aaaaa aaaa aaaaaaa aaa aa aaaaaa aaaa aaaaa aaa aaaaaaaaa aa aaaa aaa aaaaa aaaaa aaa aaaaaaa aa aaaa aaaaaa aaa aaaaa aaaaaaaa aa aaa aaaaa aaaa aaaaaaa aaa aa aaaaaa aaaa aaaaa aaa aaaaaaaaa aa aaaa aaa aaaaa aaaaa aaa aaaaaaa aa aaaa aaaaaa aaa aaaaa aaaaaaaa aa aaa aaaaa aaaa aaaaaaa aaa aa aaaaaa aaaa aaaaa aaa aaaaaaaaa aa aaaa aaa aaaaa aaaaa aaa aaaaaaa aa aaaa aaaaaa aaa aaaaa aaaaaaaa aa aaa aaaaa aaaa aaaaaaa aaa aa aaaaaa aaaa aaaaa aaa aaaaaaaaa aa aaaa aaa aaaaa aaaaa aaa aaaaaaa aa aaaa aaaaaa aaa aaaaa aaaaaaaa aa aaa aaaaa aaaa aaaaaaa aaa aa aaaaaa aaaa aaaaa aaa aaaaaaaaa aa aaaa aaa aaaaa aaaaa aaa aaaaaaa aa aaaa aaaaaa aaa aaaaa aaaaaaaa aa aaa aaaaa aaaa aaaaaaa aaa aa aaaaaa aaaa aaaaa aaa aaaaaaaaa aa aaaa aaa aaaaa aaaaa aaa aaaaaaa aa aaaa aaaaaa aaa aaaaa aaaaaaaa aa aaa aaaaa aaaa aaaaaaa aaa aa aaaaaa aaaa aaaaa aaa aaaaaaaaa aa aaaa aaa aaaaa aaaaa aaa aaaaaaa aa aaaa aaaaaa aaa aaaaa aaaaaaaa aa aaa aaaaa aaaa aaaaaaa aaa aa aaaaaa aaaa aaaaa aaa aaaaaaaaa aa aaaa aaa aaaaa aaaaa aaa aaaaaaa aa aaaa aaaaaa aaa aaaaa aaaaaaaa aa aaa aaaaa aaaa aaaaaaa aaa aa aaaaaa aaaa aaaaa aaa aaaaaaaaa aa aaaa aaa aaaaa aaaaa aaa aaaaaaa aa aaaa aaaaaa aaa aaaaa aaaaaaaa aa aaa aaaaa aaaa aaaaaaa aaa aa aaaaaa aaaa aaaaa aaa aaaaaaaaa aa aaaa aaa aaaaa aaaaa aaa aaaaaaa aa aaaa aaaaaa aaa aaaaa aaaaaaaa aa aaa aaaaa aaaa aaaaaaa aaa aa aaaaaa aaaa aaaaa aaa aaaaaaaaa aa aaaa aaa aaaaa aaaaa aaa aaaaaaa aa aaaa aaaaaa aaa aaaaa aaaaaaaa aa aaa aaaaa aaaa aaaaaaa aaa aa aaaaaa aaaa aaaaa aaa aaaaaaaaa aa aaaa aaa aaaaa aaaaa aaa aaaaaaa aa aaaa aaaaaa aaa aaaaa aaaaaaaa aa aaa aaaaa aaaa aaaaaaa aaa aa aaaaaa aaaa aaaaa aaa aaaaaaaaa aa aaaa aaa aaaaa aaaaa aaa aaaaaaa aa aaaa aaaaaa aaa aaaaa aaaaaaaa aa aaa aaaaa aaaa aaaaaaa aaa aa aaaaaa aaaa aaaaa aaa aaaaaaaaa aa aaaa aaa aaaaa aaaaa aaa aaaaaaa aa aaaa aaaaaa aaa aaaaa aaaaaaaa aa aaa aaaaa aaaa aaaaaaa aaa aa aaaaaa aaaa aaaaa aaa aaaaaaaaa aa aaaa aaa aaaaa aaaaa aaa aaaaaaa aa aaaa aaaaaa aaa aaaaa aaaaaaaa aa aaa aaaaa aaaa aaaaaaa aaa aa aaaaaa aaaa aaaaa aaa aaaaaaaaa aa aaaa aaa aaaaa aaaaa aaa aaaaaaa aa aaaa aaaaaa aaa aaaaa aaaaaaaa aa aaa aaaaa aaaa aaaaaaa aaa aa aaaaaa aaaa aaaaa aaa aaaaaaaaa aa aaaa aaa aaaaa aaaaa aaa aaaaaaa aa aaaa aaaaaa aaa aaaaa aaaaaaaa aa aaa aaaaa aaaa aaaaaaa aaa aa aaaaaa aaaa aaaaa aaa aaaaaaaaa aa aaaa aaa aaaaa aaaaa aaa aaaaaaa aa aaaa aaaaaa aaa aaaaa aaaaaaaa aa aaa aaaaa aaaa aaaaaaa aaa aa aaaaaa aaaa aaaaa aaa aaaaaaaaa aa aaaa aaa aaaaa aaaaa aaa aaaaaaa aa aaaa aaaaaa aaa aaaaa aaaaaaaa aa aaa aaaaa aaaa aaaaaaa aaa aa aaaaaa aaaa aaaaa aaa aaaaaaaaa aa aaaa aaa aaaaa aaaaa aaa aaaaaaa aa aaaa aaaaaa aaa aaaaa aaaaaaaa aa aaa aaaaa aaaa aaaaaaa aaa aa aaaaaa aaaa aaaaa aaa aaaaaaaaa aa aaaa aaa aaaaa aaaaa aaa aaaaaaa aa aaaa aaaaaa aaa aaaaa aaaaaaaa aa aaa aaaaa aaaa aaaaaaa aaa aa aaaaaa aaaa aaaaa aaa aaaaaaaaa aa aaaa aaa aaaaa aaaaa aaa aaaaaaa aa aaaa aaaaaa aaa aaaaa aaaaaaaa aa aaa aaaaa aaaa aaaaaaa aaa aa aaaaaa aaaa aaaaa aaa aaaaaaaaa aa aaaa aaa aaaaa aaaaa aaa aaaaaaa aa aaaa aaaaaa aaa aaaaa aaaaaaaa aa aaa aaaaa aaaa <box>226 388 310 608</box>
classified-listing: aaaaa aaa aaaaaaa aa aaaa aaaaaa aaa aaaaa aaaaaaaa aa aaa aaaaa aaaa aaaaaaa aaa aa aaaaaa aaaa aaaaa aaa aaaaaaaaa aa aaaa aaa aaaaa aaaaa aaa aaaaaaa aa aaaa aaaaaa aaa aaaaa aaaaaaaa aa aaa aaaaa aaaa aaaaaaa aaa aa aaaaaa aaaa aaaaa aaa aaaaaaaaa aa aaaa aaa aaaaa aaaaa aaa aaaaaaa aa aaaa aaaaaa aaa aaaaa aaaaaaaa aa aaa aaaaa aaaa aaaaaaa aaa aa aaaaaa aaaa aaaaa aaa aaaaaaaaa aa aaaa aaa aaaaa aaaaa aaa aaaaaaa aa aaaa aaaaaa aaa aaaaa <box>502 214 596 236</box>
recycle-line: Repeat Gear & Oldies <box>429 609 479 615</box>
story-headline: Oil recovery is goal of Outreach program <box>44 571 212 610</box>
recycle-line: 815-819 Vermont St. <box>425 625 483 631</box>
